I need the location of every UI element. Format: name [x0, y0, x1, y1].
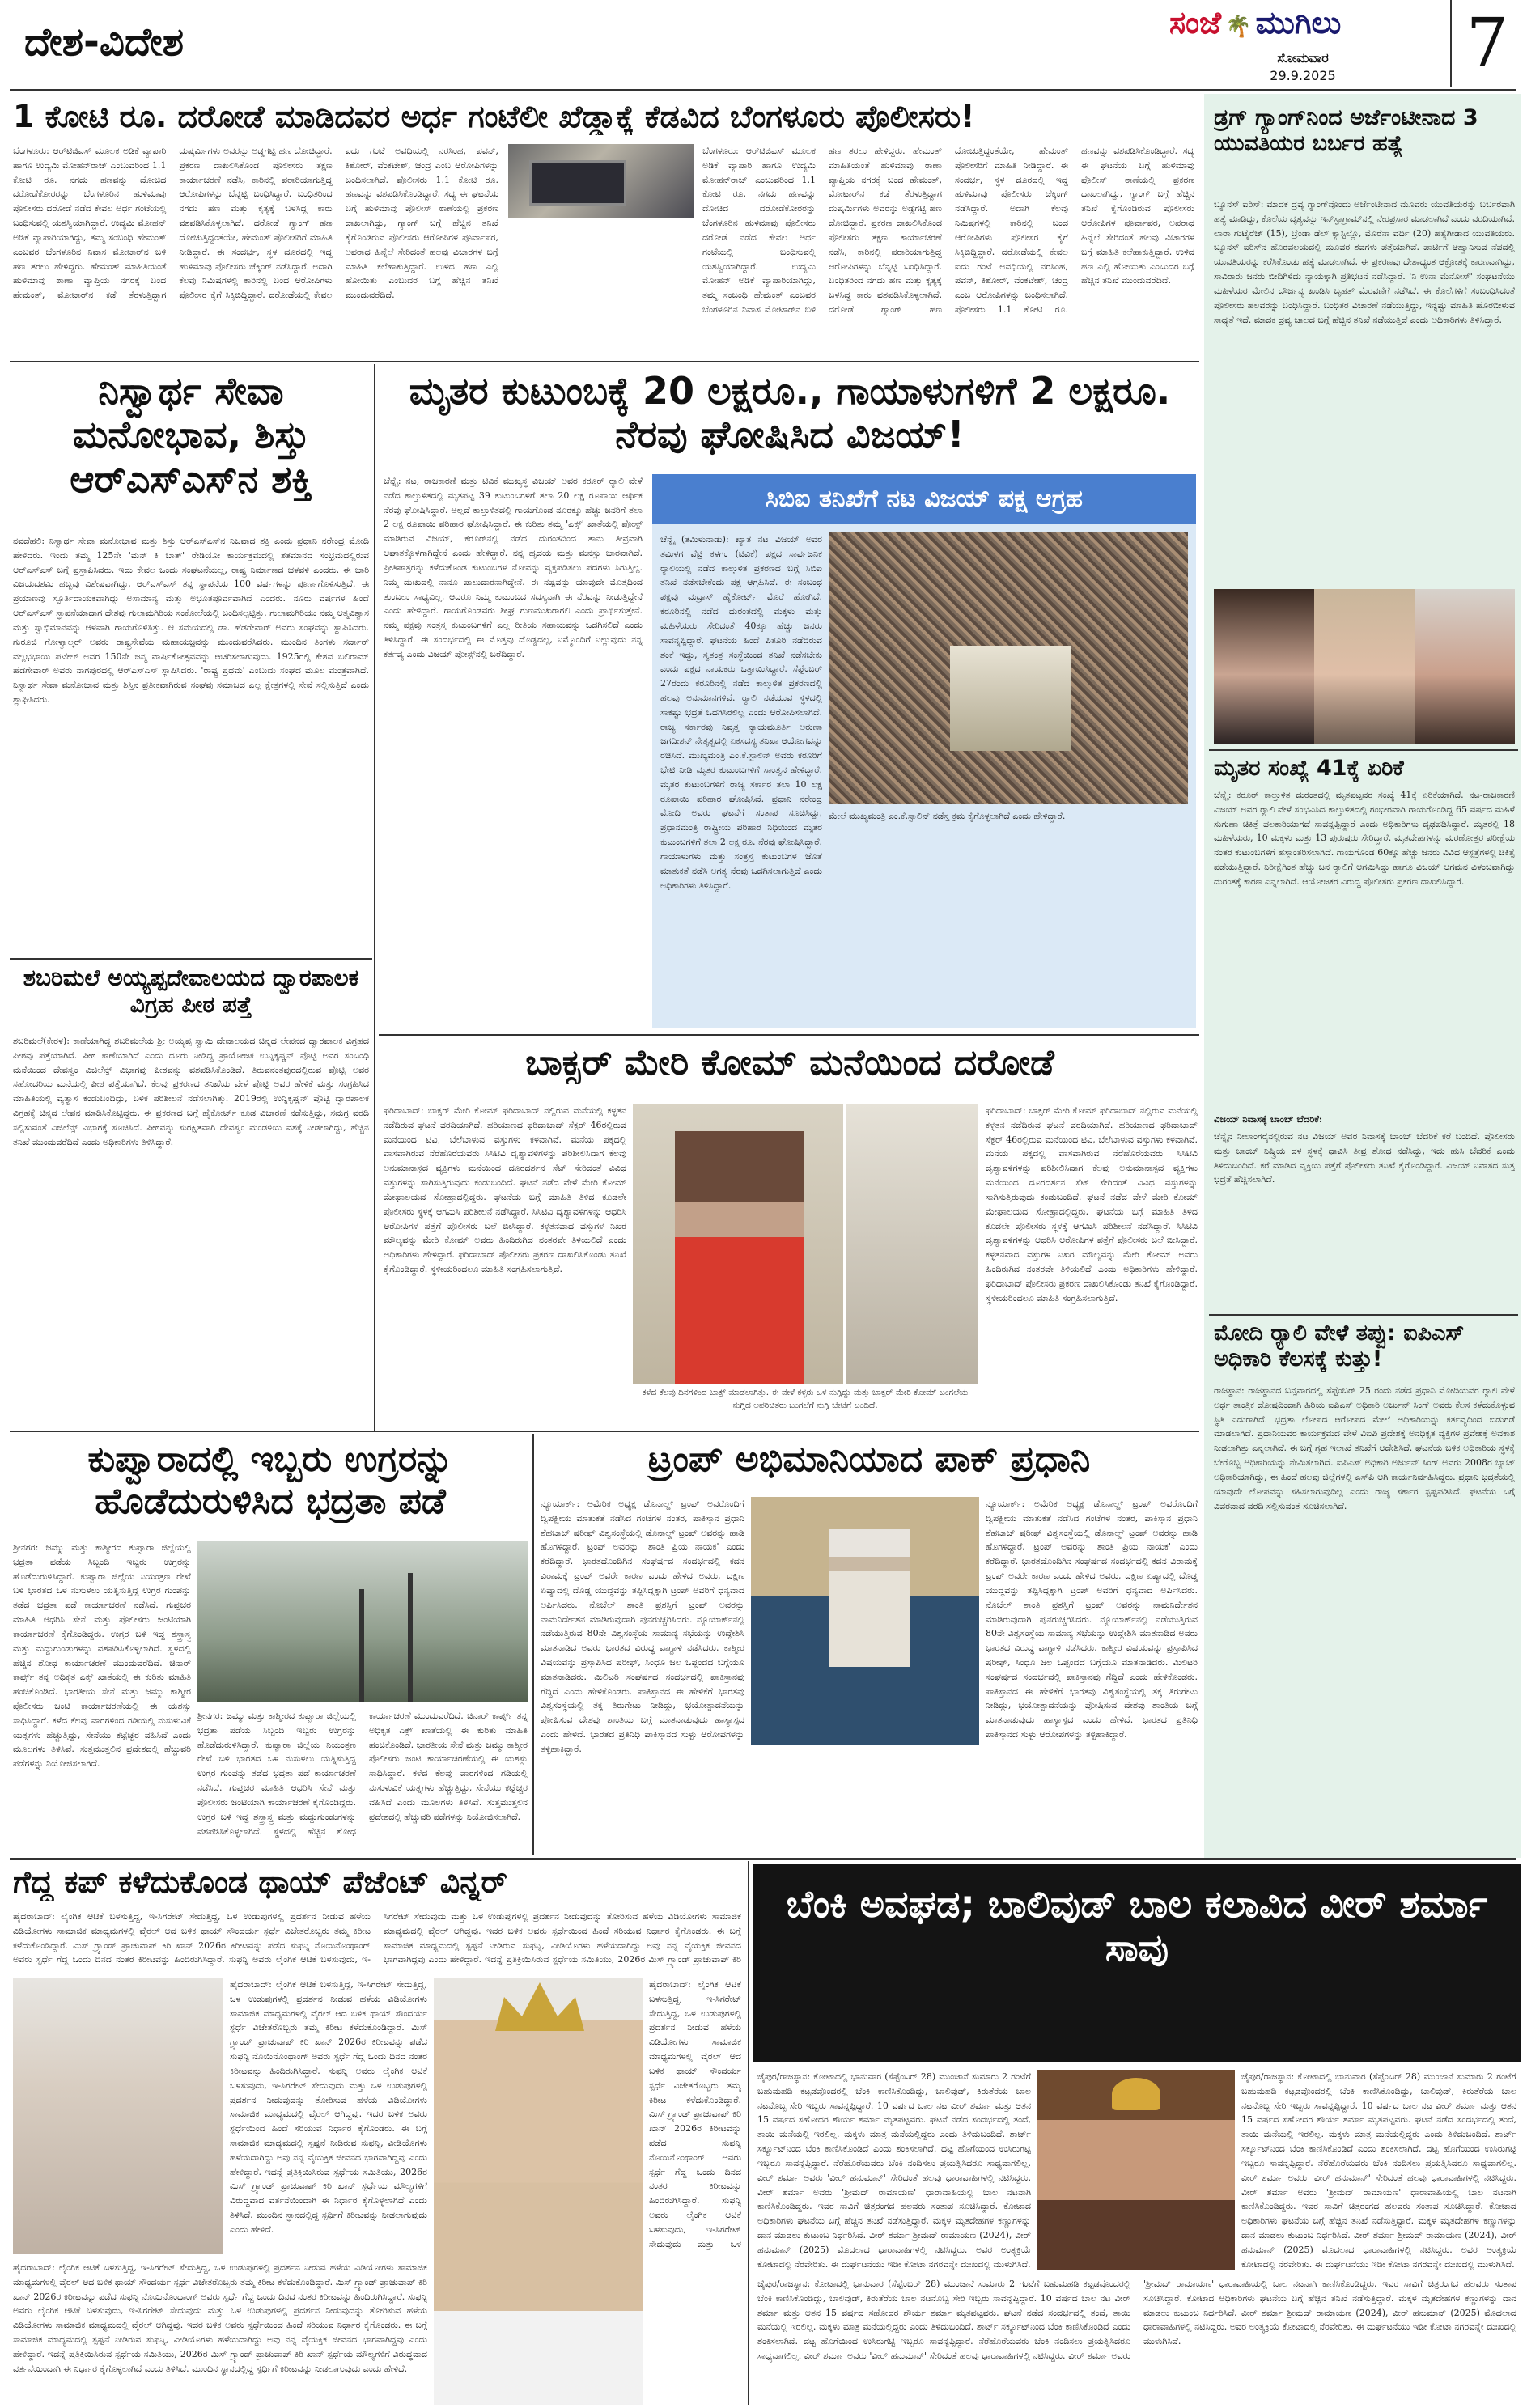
vijay-headline: ಮೃತರ ಕುಟುಂಬಕ್ಕೆ 20 ಲಕ್ಷರೂ., ಗಾಯಾಳುಗಳಿಗೆ 2 ಲಕ್ಷರೂ. ನೆರವು ಘೋಷಿಸಿದ ವಿಜಯ್! — [409, 369, 1171, 457]
sidebar-rule-1 — [1209, 749, 1518, 751]
modi-body: ರಾಜಸ್ಥಾನ: ರಾಜಸ್ಥಾನದ ಬನ್ಸವಾರದಲ್ಲಿ ಸೆಪ್ಟೆಂಬರ್ 25 ರಂದು ನಡೆದ ಪ್ರಧಾನಿ ಮೋದಿಯವರ ರ‍್ಯಾಲಿ ವೇಳೆ ಅರ್ಧ ತಾಂತ್ರಿಕ ದೋಷದಿಂದಾಗಿ ಹಿರಿಯ ಐಪಿಎಸ್ ಅಧಿಕಾರಿ ಅರ್ಜುನ್ ಸಿಂಗ್ ಅವರು ಕೆಲಸ ಕಳೆದುಕೊಳ್ಳುವ ಸ್ಥಿತಿ ಎದುರಾಗಿದೆ. ಭದ್ರತಾ ಲೋಪದ ಆರೋಪದ ಮೇಲೆ ಅಧಿಕಾರಿಯನ್ನು ಕರ್ತವ್ಯದಿಂದ ಬಿಡುಗಡೆ ಮಾಡಲಾಗಿದೆ. ಪ್ರಧಾನಿಯವರ ಕಾರ್ಯಕ್ರಮದ ವೇಳೆ ವಿಐಪಿ ಪ್ರದೇಶಕ್ಕೆ ಅನಧಿಕೃತ ವ್ಯಕ್ತಿಗಳ ಪ್ರವೇಶಕ್ಕೆ ಅವಕಾಶ ನೀಡಲಾಗಿತ್ತು ಎನ್ನಲಾಗಿದೆ. ಈ ಬಗ್ಗೆ ಗೃಹ ಇಲಾಖೆ ತನಿಖೆಗೆ ಆದೇಶಿಸಿದೆ. ಘಟನೆಯ ಬಳಿಕ ಅಧಿಕಾರಿಯ ಸ್ಥಳಕ್ಕೆ ಬೇರೊಬ್ಬ ಅಧಿಕಾರಿಯನ್ನು ನೇಮಿಸಲಾಗಿದೆ. ಐಪಿಎಸ್ ಅಧಿಕಾರಿ ಅರ್ಜುನ್ ಸಿಂಗ್ ಅವರು 2008ರ ಬ್ಯಾಚ್ ಅಧಿಕಾರಿಯಾಗಿದ್ದು, ಈ ಹಿಂದೆ ಹಲವು ಜಿಲ್ಲೆಗಳಲ್ಲಿ ಎಸ್‌ಪಿ ಆಗಿ ಕಾರ್ಯನಿರ್ವಹಿಸಿದ್ದರು. ಪ್ರಧಾನಿ ಭದ್ರತೆಯಲ್ಲಿ ಯಾವುದೇ ಲೋಪವನ್ನು ಸಹಿಸಲಾಗುವುದಿಲ್ಲ ಎಂದು ರಾಜ್ಯ ಸರ್ಕಾರ ಸ್ಪಷ್ಟಪಡಿಸಿದೆ. ಘಟನೆಯ ಬಗ್ಗೆ ವಿವರವಾದ ವರದಿ ಸಲ್ಲಿಸುವಂತೆ ಸೂಚಿಸಲಾಗಿದೆ. — [1214, 1385, 1515, 1511]
vijay-rule — [379, 1034, 1199, 1036]
veer-body: ಜೈಪುರ/ರಾಜಸ್ಥಾನ: ಕೋಟಾದಲ್ಲಿ ಭಾನುವಾರ (ಸೆಪ್ಟೆಂಬರ್ 28) ಮುಂಜಾನೆ ಸುಮಾರು 2 ಗಂಟೆಗೆ ಬಹುಮಹಡಿ ಕಟ್ಟಡವೊಂದರಲ್ಲಿ ಬೆಂಕಿ ಕಾಣಿಸಿಕೊಂಡಿದ್ದು, ಬಾಲಿವುಡ್, ಕಿರುತೆರೆಯ ಬಾಲ ನಟನೊಬ್ಬ ಸೇರಿ ಇಬ್ಬರು ಸಾವನ್ನಪ್ಪಿದ್ದಾರೆ. 10 ವರ್ಷದ ಬಾಲ ನಟ ವೀರ್ ಶರ್ಮಾ ಮತ್ತು ಆತನ 15 ವರ್ಷದ ಸಹೋದರ ಶೌರ್ಯ ಶರ್ಮಾ ಮೃತಪಟ್ಟವರು. ಘಟನೆ ನಡೆದ ಸಂದರ್ಭದಲ್ಲಿ ತಂದೆ, ತಾಯಿ ಮನೆಯಲ್ಲಿ ಇರಲಿಲ್ಲ. ಮಕ್ಕಳು ಮಾತ್ರ ಮನೆಯಲ್ಲಿದ್ದರು ಎಂದು ತಿಳಿದುಬಂದಿದೆ. ಶಾರ್ಟ್ ಸರ್ಕ್ಯೂಟ್‌ನಿಂದ ಬೆಂಕಿ ಕಾಣಿಸಿಕೊಂಡಿದೆ ಎಂದು ಶಂಕಿಸಲಾಗಿದೆ. ದಟ್ಟ ಹೊಗೆಯಿಂದ ಉಸಿರುಗಟ್ಟಿ ಇಬ್ಬರೂ ಸಾವನ್ನಪ್ಪಿದ್ದಾರೆ. ನೆರೆಹೊರೆಯವರು ಬೆಂಕಿ ನಂದಿಸಲು ಪ್ರಯತ್ನಿಸಿದರೂ ಸಾಧ್ಯವಾಗಲಿಲ್ಲ. ವೀರ್ ಶರ್ಮಾ ಅವರು 'ವೀರ್ ಹನುಮಾನ್' ಸೇರಿದಂತೆ ಹಲವು ಧಾರಾವಾಹಿಗಳಲ್ಲಿ ನಟಿಸಿದ್ದರು. ವೀರ್ ಶರ್ಮಾ ಅವರು 'ಶ್ರೀಮದ್ ರಾಮಾಯಣ' ಧಾರಾವಾಹಿಯಲ್ಲಿ ಬಾಲ ನಟನಾಗಿ ಕಾಣಿಸಿಕೊಂಡಿದ್ದರು. ಇವರ ಸಾವಿಗೆ ಚಿತ್ರರಂಗದ ಹಲವರು ಸಂತಾಪ ಸೂಚಿಸಿದ್ದಾರೆ. ಕೋಟಾದ ಅಧಿಕಾರಿಗಳು ಘಟನೆಯ ಬಗ್ಗೆ ಹೆಚ್ಚಿನ ತನಿಖೆ ನಡೆಸುತ್ತಿದ್ದಾರೆ. ಮಕ್ಕಳ ಮೃತದೇಹಗಳ ಕಣ್ಣುಗಳನ್ನು ದಾನ ಮಾಡಲು ಕುಟುಂಬ ನಿರ್ಧರಿಸಿದೆ. ವೀರ್ ಶರ್ಮಾ ಶ್ರೀಮದ್ ರಾಮಾಯಣ (2024), ವೀರ್ ಹನುಮಾನ್ (2025) ಮೊದಲಾದ ಧಾರಾವಾಹಿಗಳಲ್ಲಿ ನಟಿಸಿದ್ದರು. ಅವರ ಅಂತ್ಯಕ್ರಿಯೆ ಕೋಟಾದಲ್ಲಿ ನೆರವೇರಿತು. ಈ ದುರ್ಘಟನೆಯು ಇಡೀ ಕೋಟಾ ನಗರವನ್ನೇ ದುಃಖದಲ್ಲಿ ಮುಳುಗಿಸಿದೆ. — [757, 2071, 1031, 2270]
crown-body-continued: ಹೈದರಾಬಾದ್: ಲೈಂಗಿಕ ಆಟಿಕೆ ಬಳಸುತ್ತಿದ್ದ, ಇ-ಸಿಗರೇಟ್ ಸೇದುತ್ತಿದ್ದ, ಒಳ ಉಡುಪುಗಳಲ್ಲಿ ಪ್ರದರ್ಶನ ನೀಡುವ ಹಳೆಯ ವಿಡಿಯೋಗಳು ಸಾಮಾಜಿಕ ಮಾಧ್ಯಮಗಳಲ್ಲಿ ವೈರಲ್ ಆದ ಬಳಿಕ ಥಾಯ್ ಸೌಂದರ್ಯ ಸ್ಪರ್ಧೆ ವಿಜೇತರೊಬ್ಬರು ತಮ್ಮ ಕಿರೀಟ ಕಳೆದುಕೊಂಡಿದ್ದಾರೆ. ಮಿಸ್ ಗ್ರ್ಯಾಂಡ್ ಪ್ರಾಚುವಾಪ್ ಕಿರಿ ಖಾನ್ 2026ರ ಕಿರೀಟವನ್ನು ಪಡೆದ ಸುಫನ್ನಿ ನೊಯಿನೊಂಥಾಂಗ್ ಅವರು ಸ್ಪರ್ಧೆ ಗೆದ್ದ ಒಂದು ದಿನದ ನಂತರ ಕಿರೀಟವನ್ನು ಹಿಂದಿರುಗಿಸಿದ್ದಾರೆ. ಸುಫನ್ನಿ ಅವರು ಲೈಂಗಿಕ ಆಟಿಕೆ ಬಳಸುವುದು, ಇ-ಸಿಗರೇಟ್ ಸೇದುವುದು ಮತ್ತು ಒಳ ಉಡುಪುಗಳಲ್ಲಿ ಪ್ರದರ್ಶನ ನೀಡುವುದನ್ನು ತೋರಿಸುವ ಹಳೆಯ ವಿಡಿಯೋಗಳು ಸಾಮಾಜಿಕ ಮಾಧ್ಯಮದಲ್ಲಿ ವೈರಲ್ ಆಗಿದ್ದವು. ಇದರ ಬಳಿಕ ಅವರು ಸ್ಪರ್ಧೆಯಿಂದ ಹಿಂದೆ ಸರಿಯುವ ನಿರ್ಧಾರ ಕೈಗೊಂಡರು. ಈ ಬಗ್ಗೆ ಸಾಮಾಜಿಕ ಮಾಧ್ಯಮದಲ್ಲಿ ಸ್ಪಷ್ಟನೆ ನೀಡಿರುವ ಸುಫನ್ನಿ, ವೀಡಿಯೊಗಳು ಹಳೆಯದಾಗಿದ್ದು ಅವು ನನ್ನ ವೈಯಕ್ತಿಕ ಜೀವನದ ಭಾಗವಾಗಿದ್ದವು ಎಂದು ಹೇಳಿದ್ದಾರೆ. ಇದನ್ನೆ ಪ್ರತಿಕ್ರಿಯಿಸಿರುವ ಸ್ಪರ್ಧೆಯ ಸಮಿತಿಯು, 2026ರ ಮಿಸ್ ಗ್ರ್ಯಾಂಡ್ ಪ್ರಾಚುವಾಪ್ ಕಿರಿ ಖಾನ್ ಸ್ಪರ್ಧೆಯ ಮೌಲ್ಯಗಳಿಗೆ ವಿರುದ್ಧವಾದ ವರ್ತನೆಯಿಂದಾಗಿ ಈ ನಿರ್ಧಾರ ಕೈಗೊಳ್ಳಲಾಗಿದೆ ಎಂದು ತಿಳಿಸಿದೆ. ಮುಂದಿನ ಸ್ಥಾನದಲ್ಲಿದ್ದ ಸ್ಪರ್ಧಿಗೆ ಕಿರೀಟವನ್ನು ನೀಡಲಾಗುವುದು ಎಂದು ಹೇಳಿದೆ. — [230, 1979, 427, 2235]
paper-name-a: ಸಂಜೆ — [1169, 5, 1222, 40]
mid-rule — [10, 1431, 1199, 1432]
masthead-day: ಸೋಮವಾರ — [1277, 50, 1329, 66]
crowned-winner-photo — [434, 1978, 643, 2405]
trump-headline: ಟ್ರಂಪ್ ಅಭಿಮಾನಿಯಾದ ಪಾಕ್ ಪ್ರಧಾನಿ — [647, 1439, 1091, 1480]
victim-photo-3 — [1415, 589, 1515, 744]
masthead-rule — [10, 89, 1516, 91]
trump-body-continued: ನ್ಯೂಯಾರ್ಕ್: ಅಮೆರಿಕ ಅಧ್ಯಕ್ಷ ಡೊನಾಲ್ಡ್ ಟ್ರಂಪ್ ಅವರೊಂದಿಗೆ ದ್ವಿಪಕ್ಷೀಯ ಮಾತುಕತೆ ನಡೆಸಿದ ಗಂಟೆಗಳ ನಂತರ, ಪಾಕಿಸ್ತಾನ ಪ್ರಧಾನಿ ಶೆಹಬಾಜ್ ಷರೀಫ್ ವಿಶ್ವಸಂಸ್ಥೆಯಲ್ಲಿ ಡೊನಾಲ್ಡ್ ಟ್ರಂಪ್ ಅವರನ್ನು ಹಾಡಿ ಹೊಗಳಿದ್ದಾರೆ. ಟ್ರಂಪ್ ಅವರನ್ನು 'ಶಾಂತಿ ಪ್ರಿಯ ನಾಯಕ' ಎಂದು ಕರೆದಿದ್ದಾರೆ. ಭಾರತದೊಂದಿಗಿನ ಸಂಘರ್ಷದ ಸಂದರ್ಭದಲ್ಲಿ ಕದನ ವಿರಾಮಕ್ಕೆ ಟ್ರಂಪ್ ಅವರೇ ಕಾರಣ ಎಂದು ಹೇಳಿದ ಅವರು, ದಕ್ಷಿಣ ಏಷ್ಯಾದಲ್ಲಿ ದೊಡ್ಡ ಯುದ್ಧವನ್ನು ತಪ್ಪಿಸಿದ್ದಕ್ಕಾಗಿ ಟ್ರಂಪ್ ಅವರಿಗೆ ಧನ್ಯವಾದ ಅರ್ಪಿಸಿದರು. ನೊಬೆಲ್ ಶಾಂತಿ ಪ್ರಶಸ್ತಿಗೆ ಟ್ರಂಪ್ ಅವರನ್ನು ನಾಮನಿರ್ದೇಶನ ಮಾಡಿರುವುದಾಗಿ ಪುನರುಚ್ಚರಿಸಿದರು. ನ್ಯೂಯಾರ್ಕ್‌ನಲ್ಲಿ ನಡೆಯುತ್ತಿರುವ 80ನೇ ವಿಶ್ವಸಂಸ್ಥೆಯ ಸಾಮಾನ್ಯ ಸಭೆಯನ್ನು ಉದ್ದೇಶಿಸಿ ಮಾತನಾಡಿದ ಅವರು ಭಾರತದ ವಿರುದ್ಧ ವಾಗ್ದಾಳಿ ನಡೆಸಿದರು. ಕಾಶ್ಮೀರ ವಿಷಯವನ್ನು ಪ್ರಸ್ತಾಪಿಸಿದ ಷರೀಫ್, ಸಿಂಧೂ ಜಲ ಒಪ್ಪಂದದ ಬಗ್ಗೆಯೂ ಮಾತನಾಡಿದರು. ಮಿಲಿಟರಿ ಸಂಘರ್ಷದ ಸಂದರ್ಭದಲ್ಲಿ ಪಾಕಿಸ್ತಾನವು ಗೆದ್ದಿದೆ ಎಂದು ಹೇಳಿಕೊಂಡರು. ಪಾಕಿಸ್ತಾನದ ಈ ಹೇಳಿಕೆಗೆ ಭಾರತವು ವಿಶ್ವಸಂಸ್ಥೆಯಲ್ಲಿ ತಕ್ಕ ತಿರುಗೇಟು ನೀಡಿದ್ದು, ಭಯೋತ್ಪಾದನೆಯನ್ನು ಪೋಷಿಸುವ ದೇಶವು ಶಾಂತಿಯ ಬಗ್ಗೆ ಮಾತನಾಡುವುದು ಹಾಸ್ಯಾಸ್ಪದ ಎಂದು ಹೇಳಿದೆ. ಭಾರತದ ಪ್ರತಿನಿಧಿ ಪಾಕಿಸ್ತಾನದ ಸುಳ್ಳು ಆರೋಪಗಳನ್ನು ತಳ್ಳಿಹಾಕಿದ್ದಾರೆ. — [986, 1499, 1198, 1740]
masthead — [0, 0, 1527, 91]
robbery-headline: 1 ಕೋಟಿ ರೂ. ದರೋಡೆ ಮಾಡಿದವರ ಅರ್ಧ ಗಂಟೆಲೀ ಖೆಡ್ಡಾಕ್ಕೆ ಕೆಡವಿದ ಬೆಂಗಳೂರು ಪೊಲೀಸರು! — [13, 99, 975, 134]
modi-headline: ಮೋದಿ ರ‍್ಯಾಲಿ ವೇಳೆ ತಪ್ಪು: ಐಪಿಎಸ್ ಅಧಿಕಾರಿ ಕೆಲಸಕ್ಕೆ ಕುತ್ತು! — [1214, 1321, 1465, 1371]
paper-name-b: ಮುಗಿಲು — [1255, 5, 1342, 40]
sharif-photo — [751, 1497, 979, 1745]
veer-headline: ಬೆಂಕಿ ಅವಘಡ; ಬಾಲಿವುಡ್ ಬಾಲ ಕಲಾವಿದ ವೀರ್ ಶರ್ಮಾ ಸಾವು — [753, 1864, 1521, 2062]
crown-body-bottom — [13, 2261, 427, 2403]
sidebar-rule-2 — [1209, 1314, 1518, 1316]
boxer-figure — [675, 1131, 804, 1384]
mary-caption: ಕಳೆದ ಕೆಲವು ದಿನಗಳಿಂದ ಬಾಕ್ಸ್ ಮಾಡಲಾಗಿತ್ತು. ಈ ವೇಳೆ ಕಳ್ಳರು ಒಳ ನುಗ್ಗಿದ್ದು ಮತ್ತು ಬಾಕ್ಸರ್ ಮೇರಿ ಕೋಮ್ ಬಂಗಲೆಯ ನುಗ್ಗಿದ ಅಪರಿಚಿತರು ಬಂಗಲೆಗೆ ನುಗ್ಗಿ ಬೇಟೆಗೆ ಬಂದಿದೆ. — [642, 1388, 969, 1410]
toll-body: ಚೆನ್ನೈ: ಕರೂರ್ ಕಾಲ್ತುಳಿತ ದುರಂತದಲ್ಲಿ ಮೃತಪಟ್ಟವರ ಸಂಖ್ಯೆ 41ಕ್ಕೆ ಏರಿಕೆಯಾಗಿದೆ. ನಟ-ರಾಜಕಾರಣಿ ವಿಜಯ್ ಅವರ ರ‍್ಯಾಲಿ ವೇಳೆ ಸಂಭವಿಸಿದ ಕಾಲ್ತುಳಿತದಲ್ಲಿ ಗಂಭೀರವಾಗಿ ಗಾಯಗೊಂಡಿದ್ದ 65 ವರ್ಷದ ಮಹಿಳೆ ಸುಗುಣಾ ಚಿಕಿತ್ಸೆ ಫಲಕಾರಿಯಾಗದೆ ಸಾವನ್ನಪ್ಪಿದ್ದಾರೆ ಎಂದು ಅಧಿಕಾರಿಗಳು ದೃಢಪಡಿಸಿದ್ದಾರೆ. ಮೃತರಲ್ಲಿ 18 ಮಹಿಳೆಯರು, 10 ಮಕ್ಕಳು ಮತ್ತು 13 ಪುರುಷರು ಸೇರಿದ್ದಾರೆ. ಮೃತದೇಹಗಳನ್ನು ಮರಣೋತ್ತರ ಪರೀಕ್ಷೆಯ ನಂತರ ಕುಟುಂಬಗಳಿಗೆ ಹಸ್ತಾಂತರಿಸಲಾಗಿದೆ. ಗಾಯಗೊಂಡ 60ಕ್ಕೂ ಹೆಚ್ಚು ಜನರು ವಿವಿಧ ಆಸ್ಪತ್ರೆಗಳಲ್ಲಿ ಚಿಕಿತ್ಸೆ ಪಡೆಯುತ್ತಿದ್ದಾರೆ. ನಿರೀಕ್ಷೆಗಿಂತ ಹೆಚ್ಚು ಜನ ರ‍್ಯಾಲಿಗೆ ಆಗಮಿಸಿದ್ದು ಹಾಗೂ ವಿಜಯ್ ಆಗಮನ ವಿಳಂಬವಾಗಿದ್ದು ದುರಂತಕ್ಕೆ ಕಾರಣ ಎನ್ನಲಾಗಿದೆ. ಆಯೋಜಕರ ವಿರುದ್ಧ ಪೊಲೀಸರು ಪ್ರಕರಣ ದಾಖಲಿಸಿದ್ದಾರೆ. — [1214, 790, 1515, 887]
rss-body: ನವದೆಹಲಿ: ನಿಸ್ವಾರ್ಥ ಸೇವಾ ಮನೋಭಾವ ಮತ್ತು ಶಿಸ್ತು ಆರ್‌ಎಸ್‌ಎಸ್‌ನ ನಿಜವಾದ ಶಕ್ತಿ ಎಂದು ಪ್ರಧಾನಿ ನರೇಂದ್ರ ಮೋದಿ ಹೇಳಿದರು. ಇಂದು ತಮ್ಮ 125ನೇ 'ಮನ್ ಕಿ ಬಾತ್' ರೇಡಿಯೋ ಕಾರ್ಯಕ್ರಮದಲ್ಲಿ ಶತಮಾನದ ಸಂಭ್ರಮದಲ್ಲಿರುವ ಆರ್‌ಎಸ್‌ಎಸ್ ಬಗ್ಗೆ ಪ್ರಸ್ತಾಪಿಸಿದರು. ಇದು ಕೇವಲ ಒಂದು ಸಂಘಟನೆಯಲ್ಲ, ರಾಷ್ಟ್ರ ನಿರ್ಮಾಣದ ಚಳವಳಿ ಎಂದರು. ಈ ಬಾರಿ ವಿಜಯದಶಮಿ ಹಬ್ಬವು ವಿಶೇಷವಾಗಿದ್ದು, ಆರ್‌ಎಸ್‌ಎಸ್ ತನ್ನ ಸ್ಥಾಪನೆಯ 100 ವರ್ಷಗಳನ್ನು ಪೂರ್ಣಗೊಳಿಸುತ್ತಿದೆ. ಈ ಪ್ರಯಾಣವು ಸ್ಪೂರ್ತಿದಾಯಕವಾಗಿದ್ದು ಅಸಾಮಾನ್ಯ ಮತ್ತು ಅಭೂತಪೂರ್ವವಾಗಿದೆ ಎಂದರು. ನೂರು ವರ್ಷಗಳ ಹಿಂದೆ ಆರ್‌ಎಸ್‌ಎಸ್ ಸ್ಥಾಪನೆಯಾದಾಗ ದೇಶವು ಗುಲಾಮಗಿರಿಯ ಸಂಕೋಲೆಯಲ್ಲಿ ಬಂಧಿಸಲ್ಪಟ್ಟಿತ್ತು. ಗುಲಾಮಗಿರಿಯು ನಮ್ಮ ಆತ್ಮವಿಶ್ವಾಸ ಮತ್ತು ಸ್ವಾಭಿಮಾನವನ್ನು ಆಳವಾಗಿ ಗಾಯಗೊಳಿಸಿತ್ತು. ಆ ಸಮಯದಲ್ಲಿ ಡಾ. ಹೆಡಗೇವಾರ್ ಅವರು ಸಂಘವನ್ನು ಸ್ಥಾಪಿಸಿದರು. ಗುರೂಜಿ ಗೋಳ್ವಾಲ್ಕರ್ ಅವರು ರಾಷ್ಟ್ರಸೇವೆಯ ಮಹಾಯಜ್ಞವನ್ನು ಮುಂದುವರೆಸಿದರು. ಮುಂದಿನ ತಿಂಗಳು ಸರ್ದಾರ್ ವಲ್ಲಭಭಾಯಿ ಪಟೇಲ್ ಅವರ 150ನೇ ಜನ್ಮ ವಾರ್ಷಿಕೋತ್ಸವವನ್ನು ಆಚರಿಸಲಾಗುವುದು. 1925ರಲ್ಲಿ ಕೇಶವ ಬಲಿರಾಮ್ ಹೆಡಗೇವಾರ್ ಅವರು ನಾಗಪುರದಲ್ಲಿ ಆರ್‌ಎಸ್‌ಎಸ್ ಸ್ಥಾಪಿಸಿದರು. 'ರಾಷ್ಟ್ರ ಪ್ರಥಮ' ಎಂಬುದು ಸಂಘದ ಮೂಲ ಮಂತ್ರವಾಗಿದೆ. ನಿಸ್ವಾರ್ಥ ಸೇವಾ ಮನೋಭಾವ ಮತ್ತು ಶಿಸ್ತಿನ ಪ್ರತೀಕವಾಗಿರುವ ಸಂಘವು ಸಮಾಜದ ಎಲ್ಲ ಕ್ಷೇತ್ರಗಳಲ್ಲಿ ಸೇವೆ ಸಲ್ಲಿಸುತ್ತಿದೆ ಎಂದು ಶ್ಲಾಘಿಸಿದರು. — [13, 536, 369, 705]
masthead-logo — [1169, 5, 1444, 49]
sabarimala-body: ಶಬರಿಮಲೆ(ಕೇರಳ): ಕಾಣೆಯಾಗಿದ್ದ ಶಬರಿಮಲೆಯ ಶ್ರೀ ಅಯ್ಯಪ್ಪ ಸ್ವಾಮಿ ದೇವಾಲಯದ ಚಿನ್ನದ ಲೇಪನದ ದ್ವಾರಪಾಲಕ ವಿಗ್ರಹದ ಪೀಠವು ಪತ್ತೆಯಾಗಿದೆ. ಪೀಠ ಕಾಣೆಯಾಗಿದೆ ಎಂದು ದೂರು ನೀಡಿದ್ದ ಪ್ರಾಯೋಜಕ ಉನ್ನಿಕೃಷ್ಣನ್ ಪೊಟ್ಟಿ ಅವರ ಸಂಬಂಧಿ ಮನೆಯಿಂದ ದೇವಸ್ವಂ ವಿಜಿಲೆನ್ಸ್ ವಿಭಾಗವು ಪೀಠವನ್ನು ವಶಪಡಿಸಿಕೊಂಡಿದೆ. ತಿರುವನಂತಪುರದಲ್ಲಿರುವ ಪೊಟ್ಟಿ ಅವರ ಸಹೋದರಿಯ ಮನೆಯಲ್ಲಿ ಪೀಠ ಪತ್ತೆಯಾಗಿದೆ. ಕೆಲವು ಪ್ರಕರಣದ ತನಿಖೆಯ ವೇಳೆ ಪೊಟ್ಟಿ ಅವರ ಹೇಳಿಕೆ ಮತ್ತು ಸಂಗ್ರಹಿಸಿದ ಮಾಹಿತಿಯಲ್ಲಿ ವ್ಯತ್ಯಾಸ ಕಂಡುಬಂದಿದ್ದು, ಬಳಿಕ ಪರಿಶೀಲನೆ ನಡೆಸಲಾಗಿತ್ತು. 2019ರಲ್ಲಿ ಉನ್ನಿಕೃಷ್ಣನ್ ಪೊಟ್ಟಿ ದ್ವಾರಪಾಲಕ ವಿಗ್ರಹಕ್ಕೆ ಚಿನ್ನದ ಲೇಪನ ಮಾಡಿಸಿಕೊಟ್ಟಿದ್ದರು. ಈ ಪ್ರಕರಣದ ಬಗ್ಗೆ ಹೈಕೋರ್ಟ್ ಕೂಡ ವಿಚಾರಣೆ ನಡೆಸುತ್ತಿದ್ದು, ಸಮಗ್ರ ವರದಿ ಸಲ್ಲಿಸುವಂತೆ ವಿಜಿಲೆನ್ಸ್ ವಿಭಾಗಕ್ಕೆ ಸೂಚಿಸಿದೆ. ಪೀಠವನ್ನು ಸುರಕ್ಷಿತವಾಗಿ ದೇವಸ್ವಂ ಮಂಡಳಿಯ ವಶಕ್ಕೆ ನೀಡಲಾಗಿದ್ದು, ಹೆಚ್ಚಿನ ತನಿಖೆ ಮುಂದುವರೆದಿದೆ ಎಂದು ಅಧಿಕಾರಿಗಳು ತಿಳಿಸಿದ್ದಾರೆ. — [13, 1036, 369, 1147]
cbi-body: ಚೆನ್ನೈ (ತಮಿಳುನಾಡು): ಖ್ಯಾತ ನಟ ವಿಜಯ್ ಅವರ ತಮಿಳಗ ವೆಟ್ರಿ ಕಳಗಂ (ಟಿವಿಕೆ) ಪಕ್ಷದ ಸಾರ್ವಜನಿಕ ರ‍್ಯಾಲಿಯಲ್ಲಿ ನಡೆದ ಕಾಲ್ತುಳಿತ ಪ್ರಕರಣದ ಬಗ್ಗೆ ಸಿಬಿಐ ತನಿಖೆ ನಡೆಸಬೇಕೆಂದು ಪಕ್ಷ ಆಗ್ರಹಿಸಿದೆ. ಈ ಸಂಬಂಧ ಪಕ್ಷವು ಮದ್ರಾಸ್ ಹೈಕೋರ್ಟ್ ಮೊರೆ ಹೋಗಿದೆ. ಕರೂರಿನಲ್ಲಿ ನಡೆದ ದುರಂತದಲ್ಲಿ ಮಕ್ಕಳು ಮತ್ತು ಮಹಿಳೆಯರು ಸೇರಿದಂತೆ 40ಕ್ಕೂ ಹೆಚ್ಚು ಜನರು ಸಾವನ್ನಪ್ಪಿದ್ದಾರೆ. ಘಟನೆಯ ಹಿಂದೆ ಪಿತೂರಿ ನಡೆದಿರುವ ಶಂಕೆ ಇದ್ದು, ಸ್ವತಂತ್ರ ಸಂಸ್ಥೆಯಿಂದ ತನಿಖೆ ನಡೆಸಬೇಕು ಎಂದು ಪಕ್ಷದ ನಾಯಕರು ಒತ್ತಾಯಿಸಿದ್ದಾರೆ. ಸೆಪ್ಟೆಂಬರ್ 27ರಂದು ಕರೂರಿನಲ್ಲಿ ನಡೆದ ಕಾಲ್ತುಳಿತ ಪ್ರಕರಣದಲ್ಲಿ ಹಲವು ಅನುಮಾನಗಳಿವೆ. ರ‍್ಯಾಲಿ ನಡೆಯುವ ಸ್ಥಳದಲ್ಲಿ ಸಾಕಷ್ಟು ಭದ್ರತೆ ಒದಗಿಸಿರಲಿಲ್ಲ ಎಂದು ಆರೋಪಿಸಲಾಗಿದೆ. ರಾಜ್ಯ ಸರ್ಕಾರವು ನಿವೃತ್ತ ನ್ಯಾಯಮೂರ್ತಿ ಅರುಣಾ ಜಗದೀಶನ್ ನೇತೃತ್ವದಲ್ಲಿ ಏಕಸದಸ್ಯ ತನಿಖಾ ಆಯೋಗವನ್ನು ರಚಿಸಿದೆ. ಮುಖ್ಯಮಂತ್ರಿ ಎಂ.ಕೆ.ಸ್ಟಾಲಿನ್ ಅವರು ಕರೂರಿಗೆ ಭೇಟಿ ನೀಡಿ ಮೃತರ ಕುಟುಂಬಗಳಿಗೆ ಸಾಂತ್ವನ ಹೇಳಿದ್ದಾರೆ. ಮೃತರ ಕುಟುಂಬಗಳಿಗೆ ರಾಜ್ಯ ಸರ್ಕಾರ ತಲಾ 10 ಲಕ್ಷ ರೂಪಾಯಿ ಪರಿಹಾರ ಘೋಷಿಸಿದೆ. ಪ್ರಧಾನಿ ನರೇಂದ್ರ ಮೋದಿ ಅವರು ಘಟನೆಗೆ ಸಂತಾಪ ಸೂಚಿಸಿದ್ದು, ಪ್ರಧಾನಮಂತ್ರಿ ರಾಷ್ಟ್ರೀಯ ಪರಿಹಾರ ನಿಧಿಯಿಂದ ಮೃತರ ಕುಟುಂಬಗಳಿಗೆ ತಲಾ 2 ಲಕ್ಷ ರೂ. ನೆರವು ಘೋಷಿಸಿದ್ದಾರೆ. ಗಾಯಾಳುಗಳು ಮತ್ತು ಸಂತ್ರಸ್ತ ಕುಟುಂಬಗಳ ಜೊತೆ ಮಾತುಕತೆ ನಡೆಸಿ ಅಗತ್ಯ ನೆರವು ಒದಗಿಸಲಾಗುತ್ತಿದೆ ಎಂದು ಅಧಿಕಾರಿಗಳು ತಿಳಿಸಿದ್ದಾರೆ. — [660, 534, 822, 891]
cbi-caption: ಮೇಲೆ ಮುಖ್ಯಮಂತ್ರಿ ಎಂ.ಕೆ.ಸ್ಟಾಲಿನ್ ನಡೆಸ್ತ ಕ್ರಮ ಕೈಗೊಳ್ಳಲಾಗಿದೆ ಎಂದು ಹೇಳಿದ್ದಾರೆ. — [829, 811, 1066, 821]
crown-icon — [495, 1982, 584, 2031]
masthead-date: 29.9.2025 — [1270, 68, 1336, 83]
robbery-body-right — [702, 144, 1194, 356]
crown-vrule — [748, 1861, 749, 2405]
kupwara-body-continued: ಶ್ರೀನಗರ: ಜಮ್ಮು ಮತ್ತು ಕಾಶ್ಮೀರದ ಕುಪ್ವಾರಾ ಜಿಲ್ಲೆಯಲ್ಲಿ ಭದ್ರತಾ ಪಡೆಯ ಸಿಬ್ಬಂದಿ ಇಬ್ಬರು ಉಗ್ರರನ್ನು ಹೊಡೆದುರುಳಿಸಿದ್ದಾರೆ. ಕುಪ್ವಾರಾ ಜಿಲ್ಲೆಯ ನಿಯಂತ್ರಣ ರೇಖೆ ಬಳಿ ಭಾರತದ ಒಳ ನುಸುಳಲು ಯತ್ನಿಸುತ್ತಿದ್ದ ಉಗ್ರರ ಗುಂಪನ್ನು ತಡೆದ ಭದ್ರತಾ ಪಡೆ ಕಾರ್ಯಾಚರಣೆ ನಡೆಸಿದೆ. ಗುಪ್ತಚರ ಮಾಹಿತಿ ಆಧರಿಸಿ ಸೇನೆ ಮತ್ತು ಪೊಲೀಸರು ಜಂಟಿಯಾಗಿ ಕಾರ್ಯಾಚರಣೆ ಕೈಗೊಂಡಿದ್ದರು. ಉಗ್ರರ ಬಳಿ ಇದ್ದ ಶಸ್ತ್ರಾಸ್ತ್ರ ಮತ್ತು ಮದ್ದುಗುಂಡುಗಳನ್ನು ವಶಪಡಿಸಿಕೊಳ್ಳಲಾಗಿದೆ. ಸ್ಥಳದಲ್ಲಿ ಹೆಚ್ಚಿನ ಶೋಧ ಕಾರ್ಯಾಚರಣೆ ಮುಂದುವರೆದಿದೆ. ಚಿನಾರ್ ಕಾರ್ಪ್ಸ್ ತನ್ನ ಅಧಿಕೃತ ಎಕ್ಸ್ ಖಾತೆಯಲ್ಲಿ ಈ ಕುರಿತು ಮಾಹಿತಿ ಹಂಚಿಕೊಂಡಿದೆ. ಭಾರತೀಯ ಸೇನೆ ಮತ್ತು ಜಮ್ಮು ಕಾಶ್ಮೀರ ಪೊಲೀಸರು ಜಂಟಿ ಕಾರ್ಯಾಚರಣೆಯಲ್ಲಿ ಈ ಯಶಸ್ಸು ಸಾಧಿಸಿದ್ದಾರೆ. ಕಳೆದ ಕೆಲವು ವಾರಗಳಿಂದ ಗಡಿಯಲ್ಲಿ ನುಸುಳುವಿಕೆ ಯತ್ನಗಳು ಹೆಚ್ಚುತ್ತಿದ್ದು, ಸೇನೆಯು ಕಟ್ಟೆಚ್ಚರ ವಹಿಸಿದೆ ಎಂದು ಮೂಲಗಳು ತಿಳಿಸಿವೆ. ಸುತ್ತಮುತ್ತಲಿನ ಪ್ರದೇಶದಲ್ಲಿ ಹೆಚ್ಚುವರಿ ಪಡೆಗಳನ್ನು ನಿಯೋಜಿಸಲಾಗಿದೆ. — [197, 1711, 528, 1837]
victim-photo-2 — [1314, 589, 1415, 744]
kupwara-vrule — [532, 1434, 534, 1855]
speaker-figure — [829, 1529, 910, 1667]
mary-house-photo — [846, 1104, 978, 1384]
toll-subhead: ವಿಜಯ್ ನಿವಾಸಕ್ಕೆ ಬಾಂಬ್ ಬೆದರಿಕೆ: — [1214, 1113, 1323, 1125]
mary-body: ಫರಿದಾಬಾದ್: ಬಾಕ್ಸರ್ ಮೇರಿ ಕೋಮ್ ಫರಿದಾಬಾದ್ ನಲ್ಲಿರುವ ಮನೆಯಲ್ಲಿ ಕಳ್ಳತನ ನಡೆದಿರುವ ಘಟನೆ ವರದಿಯಾಗಿದೆ. ಹರಿಯಾಣದ ಫರಿದಾಬಾದ್ ಸೆಕ್ಟರ್ 46ರಲ್ಲಿರುವ ಮನೆಯಿಂದ ಟಿವಿ, ಬೆಲೆಬಾಳುವ ವಸ್ತುಗಳು ಕಳವಾಗಿವೆ. ಮನೆಯ ಪಕ್ಕದಲ್ಲಿ ವಾಸವಾಗಿರುವ ನೆರೆಹೊರೆಯವರು ಸಿಸಿಟಿವಿ ದೃಶ್ಯಾವಳಿಗಳನ್ನು ಪರಿಶೀಲಿಸಿದಾಗ ಕೆಲವು ಅನುಮಾನಾಸ್ಪದ ವ್ಯಕ್ತಿಗಳು ಮನೆಯಿಂದ ದೂರದರ್ಶನ ಸೆಟ್ ಸೇರಿದಂತೆ ವಿವಿಧ ವಸ್ತುಗಳನ್ನು ಸಾಗಿಸುತ್ತಿರುವುದು ಕಂಡುಬಂದಿದೆ. ಘಟನೆ ನಡೆದ ವೇಳೆ ಮೇರಿ ಕೋಮ್ ಮೇಘಾಲಯದ ಸೋಹ್ರಾದಲ್ಲಿದ್ದರು. ಘಟನೆಯ ಬಗ್ಗೆ ಮಾಹಿತಿ ತಿಳಿದ ಕೂಡಲೇ ಪೊಲೀಸರು ಸ್ಥಳಕ್ಕೆ ಆಗಮಿಸಿ ಪರಿಶೀಲನೆ ನಡೆಸಿದ್ದಾರೆ. ಸಿಸಿಟಿವಿ ದೃಶ್ಯಾವಳಿಗಳನ್ನು ಆಧರಿಸಿ ಆರೋಪಿಗಳ ಪತ್ತೆಗೆ ಪೊಲೀಸರು ಬಲೆ ಬೀಸಿದ್ದಾರೆ. ಕಳ್ಳತನವಾದ ವಸ್ತುಗಳ ನಿಖರ ಮೌಲ್ಯವನ್ನು ಮೇರಿ ಕೋಮ್ ಅವರು ಹಿಂದಿರುಗಿದ ನಂತರವೇ ತಿಳಿಯಲಿದೆ ಎಂದು ಅಧಿಕಾರಿಗಳು ಹೇಳಿದ್ದಾರೆ. ಫರಿದಾಬಾದ್ ಪೊಲೀಸರು ಪ್ರಕರಣ ದಾಖಲಿಸಿಕೊಂಡು ತನಿಖೆ ಕೈಗೊಂಡಿದ್ದಾರೆ. ಸ್ಥಳೀಯರಿಂದಲೂ ಮಾಹಿತಿ ಸಂಗ್ರಹಿಸಲಾಗುತ್ತಿದೆ. — [384, 1105, 626, 1274]
robbery-photo — [508, 144, 694, 218]
victim-photo-1 — [1214, 589, 1314, 744]
left-col-vrule — [374, 364, 375, 1432]
crown-body-top: ಹೈದರಾಬಾದ್: ಲೈಂಗಿಕ ಆಟಿಕೆ ಬಳಸುತ್ತಿದ್ದ, ಇ-ಸಿಗರೇಟ್ ಸೇದುತ್ತಿದ್ದ, ಒಳ ಉಡುಪುಗಳಲ್ಲಿ ಪ್ರದರ್ಶನ ನೀಡುವ ಹಳೆಯ ವಿಡಿಯೋಗಳು ಸಾಮಾಜಿಕ ಮಾಧ್ಯಮಗಳಲ್ಲಿ ವೈರಲ್ ಆದ ಬಳಿಕ ಥಾಯ್ ಸೌಂದರ್ಯ ಸ್ಪರ್ಧೆ ವಿಜೇತರೊಬ್ಬರು ತಮ್ಮ ಕಿರೀಟ ಕಳೆದುಕೊಂಡಿದ್ದಾರೆ. ಮಿಸ್ ಗ್ರ್ಯಾಂಡ್ ಪ್ರಾಚುವಾಪ್ ಕಿರಿ ಖಾನ್ 2026ರ ಕಿರೀಟವನ್ನು ಪಡೆದ ಸುಫನ್ನಿ ನೊಯಿನೊಂಥಾಂಗ್ ಅವರು ಸ್ಪರ್ಧೆ ಗೆದ್ದ ಒಂದು ದಿನದ ನಂತರ ಕಿರೀಟವನ್ನು ಹಿಂದಿರುಗಿಸಿದ್ದಾರೆ. ಸುಫನ್ನಿ ಅವರು ಲೈಂಗಿಕ ಆಟಿಕೆ ಬಳಸುವುದು, ಇ-ಸಿಗರೇಟ್ ಸೇದುವುದು ಮತ್ತು ಒಳ ಉಡುಪುಗಳಲ್ಲಿ ಪ್ರದರ್ಶನ ನೀಡುವುದನ್ನು ತೋರಿಸುವ ಹಳೆಯ ವಿಡಿಯೋಗಳು ಸಾಮಾಜಿಕ ಮಾಧ್ಯಮದಲ್ಲಿ ವೈರಲ್ ಆಗಿದ್ದವು. ಇದರ ಬಳಿಕ ಅವರು ಸ್ಪರ್ಧೆಯಿಂದ ಹಿಂದೆ ಸರಿಯುವ ನಿರ್ಧಾರ ಕೈಗೊಂಡರು. ಈ ಬಗ್ಗೆ ಸಾಮಾಜಿಕ ಮಾಧ್ಯಮದಲ್ಲಿ ಸ್ಪಷ್ಟನೆ ನೀಡಿರುವ ಸುಫನ್ನಿ, ವೀಡಿಯೊಗಳು ಹಳೆಯದಾಗಿದ್ದು ಅವು ನನ್ನ ವೈಯಕ್ತಿಕ ಜೀವನದ ಭಾಗವಾಗಿದ್ದವು ಎಂದು ಹೇಳಿದ್ದಾರೆ. ಇದನ್ನೆ ಪ್ರತಿಕ್ರಿಯಿಸಿರುವ ಸ್ಪರ್ಧೆಯ ಸಮಿತಿಯು, 2026ರ ಮಿಸ್ ಗ್ರ್ಯಾಂಡ್ ಪ್ರಾಚುವಾಪ್ ಕಿರಿ — [13, 1911, 741, 1965]
crying-photo — [13, 1978, 223, 2254]
mary-kom-photo — [633, 1104, 843, 1384]
section-title: ದೇಶ-ವಿದೇಶ — [24, 19, 184, 65]
robbery-body-continued: ಬೆಂಗಳೂರು: ಆರ್‌ಟಿಜಿಎಸ್ ಮೂಲಕ ಅಡಿಕೆ ವ್ಯಾಪಾರಿ ಹಾಗೂ ಉದ್ಯಮಿ ಮೋಹನ್‌ರಾಜ್ ಎಂಬುವರಿಂದ 1.1 ಕೋಟಿ ರೂ. ನಗದು ಹಣವನ್ನು ದೋಚಿದ ದರೋಡೆಕೋರರನ್ನು ಬೆಂಗಳೂರಿನ ಹುಳಿಮಾವು ಪೊಲೀಸರು ದರೋಡೆ ನಡೆದ ಕೇವಲ ಅರ್ಧ ಗಂಟೆಯಲ್ಲಿ ಬಂಧಿಸುವಲ್ಲಿ ಯಶಸ್ವಿಯಾಗಿದ್ದಾರೆ. ಉದ್ಯಮಿ ಮೋಹನ್ ಅಡಿಕೆ ವ್ಯಾಪಾರಿಯಾಗಿದ್ದು, ತಮ್ಮ ಸಂಬಂಧಿ ಹೇಮಂತ್ ಎಂಬವರ ಬೆಂಗಳೂರಿನ ನಿವಾಸ ಮೋಟಾರ್‌ನ ಬಳಿ ಹಣ ತರಲು ಹೇಳಿದ್ದರು. ಹೇಮಂತ್ ಮಾಹಿತಿಯಂತೆ ಹುಳಿಮಾವು ಠಾಣಾ ವ್ಯಾಪ್ತಿಯ ನಗರಕ್ಕೆ ಬಂದ ಹೇಮಂತ್, ಮೋಟಾರ್‌ನ ಕಡೆ ತೆರಳುತ್ತಿದ್ದಾಗ ದುಷ್ಕರ್ಮಿಗಳು ಅವರನ್ನು ಅಡ್ಡಗಟ್ಟಿ ಹಣ ದೋಚಿದ್ದಾರೆ. ಪ್ರಕರಣ ದಾಖಲಿಸಿಕೊಂಡ ಪೊಲೀಸರು ತಕ್ಷಣ ಕಾರ್ಯಾಚರಣೆ ನಡೆಸಿ, ಕಾರಿನಲ್ಲಿ ಪರಾರಿಯಾಗುತ್ತಿದ್ದ ಆರೋಪಿಗಳನ್ನು ಬೆನ್ನಟ್ಟಿ ಬಂಧಿಸಿದ್ದಾರೆ. ಬಂಧಿತರಿಂದ ನಗದು ಹಣ ಮತ್ತು ಕೃತ್ಯಕ್ಕೆ ಬಳಸಿದ್ದ ಕಾರು ವಶಪಡಿಸಿಕೊಳ್ಳಲಾಗಿದೆ. ದರೋಡೆ ಗ್ಯಾಂಗ್ ಹಣ ದೋಚುತ್ತಿದ್ದಂತೆಯೇ, ಹೇಮಂತ್ ಪೊಲೀಸರಿಗೆ ಮಾಹಿತಿ ನೀಡಿದ್ದಾರೆ. ಈ ಸಂದರ್ಭ, ಸ್ಥಳ ದೂರದಲ್ಲಿ ಇದ್ದ ಹುಳಿಮಾವು ಪೊಲೀಸರು ಚೆಕ್ಕಿಂಗ್ ನಡೆಸಿದ್ದಾರೆ. ಅದಾಗಿ ಕೆಲವು ನಿಮಿಷಗಳಲ್ಲಿ ಕಾರಿನಲ್ಲಿ ಬಂದ ಆರೋಪಿಗಳು ಪೊಲೀಸರ ಕೈಗೆ ಸಿಕ್ಕಿಬಿದ್ದಿದ್ದಾರೆ. ದರೋಡೆಯಲ್ಲಿ ಕೇವಲ ಐದು ಗಂಟೆ ಅವಧಿಯಲ್ಲಿ ನರಸಿಂಹ, ಪವನ್, ಕಿಶೋರ್, ವೆಂಕಟೇಶ್, ಚಂದ್ರ ಎಂಬ ಆರೋಪಿಗಳನ್ನು ಬಂಧಿಸಲಾಗಿದೆ. ಪೊಲೀಸರು 1.1 ಕೋಟಿ ರೂ. ಹಣವನ್ನು ವಶಪಡಿಸಿಕೊಂಡಿದ್ದಾರೆ. ಸದ್ಯ ಈ ಘಟನೆಯ ಬಗ್ಗೆ ಹುಳಿಮಾವು ಪೊಲೀಸ್ ಠಾಣೆಯಲ್ಲಿ ಪ್ರಕರಣ ದಾಖಲಾಗಿದ್ದು, ಗ್ಯಾಂಗ್ ಬಗ್ಗೆ ಹೆಚ್ಚಿನ ತನಿಖೆ ಕೈಗೊಂಡಿರುವ ಪೊಲೀಸರು ಆರೋಪಿಗಳ ಪೂರ್ವಾಪರ, ಅಪರಾಧ ಹಿನ್ನೆಲೆ ಸೇರಿದಂತೆ ಹಲವು ವಿಚಾರಗಳ ಬಗ್ಗೆ ಮಾಹಿತಿ ಕಲೆಹಾಕುತ್ತಿದ್ದಾರೆ. ಉಳಿದ ಹಣ ಎಲ್ಲಿ ಹೋಯಿತು ಎಂಬುದರ ಬಗ್ಗೆ ಹೆಚ್ಚಿನ ತನಿಖೆ ಮುಂದುವರೆದಿದೆ. — [702, 146, 1194, 315]
crown-body-right — [649, 1978, 741, 2254]
sabarimala-headline: ಶಬರಿಮಲೆ ಅಯ್ಯಪ್ಪದೇವಾಲಯದ ದ್ವಾರಪಾಲಕ ವಿಗ್ರಹ ಪೀಠ ಪತ್ತೆ — [23, 964, 359, 1019]
mary-headline: ಬಾಕ್ಸರ್ ಮೇರಿ ಕೋಮ್ ಮನೆಯಿಂದ ದರೋಡೆ — [525, 1042, 1054, 1083]
argentina-body: ಬ್ಯೂನಸ್ ಐರಿಸ್: ಮಾದಕ ದ್ರವ್ಯ ಗ್ಯಾಂಗ್‌ವೊಂದು ಅರ್ಜೆಂಟೀನಾದ ಮೂವರು ಯುವತಿಯರನ್ನು ಬರ್ಬರವಾಗಿ ಹತ್ಯೆ ಮಾಡಿದ್ದು, ಕೊಲೆಯ ದೃಶ್ಯವನ್ನು ಇನ್‌ಸ್ಟಾಗ್ರಾಮ್‌ನಲ್ಲಿ ನೇರಪ್ರಸಾರ ಮಾಡಲಾಗಿದೆ ಎಂದು ವರದಿಯಾಗಿದೆ. ಲಾರಾ ಗುಟೈರೆಜ್ (15), ಬ್ರೆಂಡಾ ಡೆಲ್ ಕ್ಯಾಸ್ಟಿಲ್ಲೊ, ಮೊರೆನಾ ವರ್ದಿ (20) ಹತ್ಯೆಗೀಡಾದ ಯುವತಿಯರು. ಬ್ಯೂನಸ್ ಐರಿಸ್‌ನ ಹೊರವಲಯದಲ್ಲಿ ಮೂವರ ಶವಗಳು ಪತ್ತೆಯಾಗಿವೆ. ಪಾರ್ಟಿಗೆ ಆಹ್ವಾನಿಸುವ ನೆಪದಲ್ಲಿ ಯುವತಿಯರನ್ನು ಕರೆಸಿಕೊಂಡು ಹತ್ಯೆ ಮಾಡಲಾಗಿದೆ. ಈ ಪ್ರಕರಣವು ದೇಶಾದ್ಯಂತ ಆಕ್ರೋಶಕ್ಕೆ ಕಾರಣವಾಗಿದ್ದು, ಸಾವಿರಾರು ಜನರು ಬೀದಿಗಿಳಿದು ನ್ಯಾಯಕ್ಕಾಗಿ ಪ್ರತಿಭಟನೆ ನಡೆಸಿದ್ದಾರೆ. 'ನಿ ಉನಾ ಮೆನೋಸ್' ಸಂಘಟನೆಯು ಮಹಿಳೆಯರ ಮೇಲಿನ ದೌರ್ಜನ್ಯ ಖಂಡಿಸಿ ಬೃಹತ್ ಮೆರವಣಿಗೆ ನಡೆಸಿದೆ. ಈ ಕೊಲೆಗಳಿಗೆ ಸಂಬಂಧಿಸಿದಂತೆ ಪೊಲೀಸರು ಹಲವರನ್ನು ಬಂಧಿಸಿದ್ದಾರೆ. ಬಂಧಿತರ ವಿಚಾರಣೆ ನಡೆಯುತ್ತಿದ್ದು, ಇನ್ನಷ್ಟು ಮಾಹಿತಿ ಹೊರಬೀಳುವ ಸಾಧ್ಯತೆ ಇದೆ. ಮಾದಕ ದ್ರವ್ಯ ಜಾಲದ ಬಗ್ಗೆ ಹೆಚ್ಚಿನ ತನಿಖೆ ನಡೆಯುತ್ತಿದೆ ಎಂದು ಅಧಿಕಾರಿಗಳು ತಿಳಿಸಿದ್ದಾರೆ. — [1214, 199, 1515, 325]
palm-island-icon: 🌴 — [1225, 15, 1252, 39]
argentina-headline: ಡ್ರಗ್ ಗ್ಯಾಂಗ್‌ನಿಂದ ಅರ್ಜೆಂಟೀನಾದ 3 ಯುವತಿಯರ ಬರ್ಬರ ಹತ್ಯೆ — [1214, 105, 1478, 156]
kupwara-body-2 — [197, 1709, 528, 1848]
kupwara-photo — [197, 1541, 528, 1702]
vijay-rally-photo — [829, 532, 1188, 804]
mary-body-continued: ಫರಿದಾಬಾದ್: ಬಾಕ್ಸರ್ ಮೇರಿ ಕೋಮ್ ಫರಿದಾಬಾದ್ ನಲ್ಲಿರುವ ಮನೆಯಲ್ಲಿ ಕಳ್ಳತನ ನಡೆದಿರುವ ಘಟನೆ ವರದಿಯಾಗಿದೆ. ಹರಿಯಾಣದ ಫರಿದಾಬಾದ್ ಸೆಕ್ಟರ್ 46ರಲ್ಲಿರುವ ಮನೆಯಿಂದ ಟಿವಿ, ಬೆಲೆಬಾಳುವ ವಸ್ತುಗಳು ಕಳವಾಗಿವೆ. ಮನೆಯ ಪಕ್ಕದಲ್ಲಿ ವಾಸವಾಗಿರುವ ನೆರೆಹೊರೆಯವರು ಸಿಸಿಟಿವಿ ದೃಶ್ಯಾವಳಿಗಳನ್ನು ಪರಿಶೀಲಿಸಿದಾಗ ಕೆಲವು ಅನುಮಾನಾಸ್ಪದ ವ್ಯಕ್ತಿಗಳು ಮನೆಯಿಂದ ದೂರದರ್ಶನ ಸೆಟ್ ಸೇರಿದಂತೆ ವಿವಿಧ ವಸ್ತುಗಳನ್ನು ಸಾಗಿಸುತ್ತಿರುವುದು ಕಂಡುಬಂದಿದೆ. ಘಟನೆ ನಡೆದ ವೇಳೆ ಮೇರಿ ಕೋಮ್ ಮೇಘಾಲಯದ ಸೋಹ್ರಾದಲ್ಲಿದ್ದರು. ಘಟನೆಯ ಬಗ್ಗೆ ಮಾಹಿತಿ ತಿಳಿದ ಕೂಡಲೇ ಪೊಲೀಸರು ಸ್ಥಳಕ್ಕೆ ಆಗಮಿಸಿ ಪರಿಶೀಲನೆ ನಡೆಸಿದ್ದಾರೆ. ಸಿಸಿಟಿವಿ ದೃಶ್ಯಾವಳಿಗಳನ್ನು ಆಧರಿಸಿ ಆರೋಪಿಗಳ ಪತ್ತೆಗೆ ಪೊಲೀಸರು ಬಲೆ ಬೀಸಿದ್ದಾರೆ. ಕಳ್ಳತನವಾದ ವಸ್ತುಗಳ ನಿಖರ ಮೌಲ್ಯವನ್ನು ಮೇರಿ ಕೋಮ್ ಅವರು ಹಿಂದಿರುಗಿದ ನಂತರವೇ ತಿಳಿಯಲಿದೆ ಎಂದು ಅಧಿಕಾರಿಗಳು ಹೇಳಿದ್ದಾರೆ. ಫರಿದಾಬಾದ್ ಪೊಲೀಸರು ಪ್ರಕರಣ ದಾಖಲಿಸಿಕೊಂಡು ತನಿಖೆ ಕೈಗೊಂಡಿದ್ದಾರೆ. ಸ್ಥಳೀಯರಿಂದಲೂ ಮಾಹಿತಿ ಸಂಗ್ರಹಿಸಲಾಗುತ್ತಿದೆ. — [986, 1105, 1198, 1304]
veer-body-continued: ಜೈಪುರ/ರಾಜಸ್ಥಾನ: ಕೋಟಾದಲ್ಲಿ ಭಾನುವಾರ (ಸೆಪ್ಟೆಂಬರ್ 28) ಮುಂಜಾನೆ ಸುಮಾರು 2 ಗಂಟೆಗೆ ಬಹುಮಹಡಿ ಕಟ್ಟಡವೊಂದರಲ್ಲಿ ಬೆಂಕಿ ಕಾಣಿಸಿಕೊಂಡಿದ್ದು, ಬಾಲಿವುಡ್, ಕಿರುತೆರೆಯ ಬಾಲ ನಟನೊಬ್ಬ ಸೇರಿ ಇಬ್ಬರು ಸಾವನ್ನಪ್ಪಿದ್ದಾರೆ. 10 ವರ್ಷದ ಬಾಲ ನಟ ವೀರ್ ಶರ್ಮಾ ಮತ್ತು ಆತನ 15 ವರ್ಷದ ಸಹೋದರ ಶೌರ್ಯ ಶರ್ಮಾ ಮೃತಪಟ್ಟವರು. ಘಟನೆ ನಡೆದ ಸಂದರ್ಭದಲ್ಲಿ ತಂದೆ, ತಾಯಿ ಮನೆಯಲ್ಲಿ ಇರಲಿಲ್ಲ. ಮಕ್ಕಳು ಮಾತ್ರ ಮನೆಯಲ್ಲಿದ್ದರು ಎಂದು ತಿಳಿದುಬಂದಿದೆ. ಶಾರ್ಟ್ ಸರ್ಕ್ಯೂಟ್‌ನಿಂದ ಬೆಂಕಿ ಕಾಣಿಸಿಕೊಂಡಿದೆ ಎಂದು ಶಂಕಿಸಲಾಗಿದೆ. ದಟ್ಟ ಹೊಗೆಯಿಂದ ಉಸಿರುಗಟ್ಟಿ ಇಬ್ಬರೂ ಸಾವನ್ನಪ್ಪಿದ್ದಾರೆ. ನೆರೆಹೊರೆಯವರು ಬೆಂಕಿ ನಂದಿಸಲು ಪ್ರಯತ್ನಿಸಿದರೂ ಸಾಧ್ಯವಾಗಲಿಲ್ಲ. ವೀರ್ ಶರ್ಮಾ ಅವರು 'ವೀರ್ ಹನುಮಾನ್' ಸೇರಿದಂತೆ ಹಲವು ಧಾರಾವಾಹಿಗಳಲ್ಲಿ ನಟಿಸಿದ್ದರು. ವೀರ್ ಶರ್ಮಾ ಅವರು 'ಶ್ರೀಮದ್ ರಾಮಾಯಣ' ಧಾರಾವಾಹಿಯಲ್ಲಿ ಬಾಲ ನಟನಾಗಿ ಕಾಣಿಸಿಕೊಂಡಿದ್ದರು. ಇವರ ಸಾವಿಗೆ ಚಿತ್ರರಂಗದ ಹಲವರು ಸಂತಾಪ ಸೂಚಿಸಿದ್ದಾರೆ. ಕೋಟಾದ ಅಧಿಕಾರಿಗಳು ಘಟನೆಯ ಬಗ್ಗೆ ಹೆಚ್ಚಿನ ತನಿಖೆ ನಡೆಸುತ್ತಿದ್ದಾರೆ. ಮಕ್ಕಳ ಮೃತದೇಹಗಳ ಕಣ್ಣುಗಳನ್ನು ದಾನ ಮಾಡಲು ಕುಟುಂಬ ನಿರ್ಧರಿಸಿದೆ. ವೀರ್ ಶರ್ಮಾ ಶ್ರೀಮದ್ ರಾಮಾಯಣ (2024), ವೀರ್ ಹನುಮಾನ್ (2025) ಮೊದಲಾದ ಧಾರಾವಾಹಿಗಳಲ್ಲಿ ನಟಿಸಿದ್ದರು. ಅವರ ಅಂತ್ಯಕ್ರಿಯೆ ಕೋಟಾದಲ್ಲಿ ನೆರವೇರಿತು. ಈ ದುರ್ಘಟನೆಯು ಇಡೀ ಕೋಟಾ ನಗರವನ್ನೇ ದುಃಖದಲ್ಲಿ ಮುಳುಗಿಸಿದೆ. — [1241, 2071, 1516, 2270]
mary-body-2 — [986, 1104, 1198, 1422]
trump-body-2 — [986, 1497, 1198, 1848]
veer-body-3 — [757, 2277, 1516, 2405]
crown-body-mid — [230, 1978, 427, 2254]
crown-body-continued-3: ಹೈದರಾಬಾದ್: ಲೈಂಗಿಕ ಆಟಿಕೆ ಬಳಸುತ್ತಿದ್ದ, ಇ-ಸಿಗರೇಟ್ ಸೇದುತ್ತಿದ್ದ, ಒಳ ಉಡುಪುಗಳಲ್ಲಿ ಪ್ರದರ್ಶನ ನೀಡುವ ಹಳೆಯ ವಿಡಿಯೋಗಳು ಸಾಮಾಜಿಕ ಮಾಧ್ಯಮಗಳಲ್ಲಿ ವೈರಲ್ ಆದ ಬಳಿಕ ಥಾಯ್ ಸೌಂದರ್ಯ ಸ್ಪರ್ಧೆ ವಿಜೇತರೊಬ್ಬರು ತಮ್ಮ ಕಿರೀಟ ಕಳೆದುಕೊಂಡಿದ್ದಾರೆ. ಮಿಸ್ ಗ್ರ್ಯಾಂಡ್ ಪ್ರಾಚುವಾಪ್ ಕಿರಿ ಖಾನ್ 2026ರ ಕಿರೀಟವನ್ನು ಪಡೆದ ಸುಫನ್ನಿ ನೊಯಿನೊಂಥಾಂಗ್ ಅವರು ಸ್ಪರ್ಧೆ ಗೆದ್ದ ಒಂದು ದಿನದ ನಂತರ ಕಿರೀಟವನ್ನು ಹಿಂದಿರುಗಿಸಿದ್ದಾರೆ. ಸುಫನ್ನಿ ಅವರು ಲೈಂಗಿಕ ಆಟಿಕೆ ಬಳಸುವುದು, ಇ-ಸಿಗರೇಟ್ ಸೇದುವುದು ಮತ್ತು ಒಳ ಉಡುಪುಗಳಲ್ಲಿ ಪ್ರದರ್ಶನ ನೀಡುವುದನ್ನು ತೋರಿಸುವ ಹಳೆಯ ವಿಡಿಯೋಗಳು ಸಾಮಾಜಿಕ ಮಾಧ್ಯಮದಲ್ಲಿ ವೈರಲ್ ಆಗಿದ್ದವು. ಇದರ ಬಳಿಕ ಅವರು ಸ್ಪರ್ಧೆಯಿಂದ ಹಿಂದೆ ಸರಿಯುವ ನಿರ್ಧಾರ ಕೈಗೊಂಡರು. ಈ ಬಗ್ಗೆ ಸಾಮಾಜಿಕ ಮಾಧ್ಯಮದಲ್ಲಿ ಸ್ಪಷ್ಟನೆ ನೀಡಿರುವ ಸುಫನ್ನಿ, ವೀಡಿಯೊಗಳು ಹಳೆಯದಾಗಿದ್ದು ಅವು ನನ್ನ ವೈಯಕ್ತಿಕ ಜೀವನದ ಭಾಗವಾಗಿದ್ದವು ಎಂದು ಹೇಳಿದ್ದಾರೆ. ಇದನ್ನೆ ಪ್ರತಿಕ್ರಿಯಿಸಿರುವ ಸ್ಪರ್ಧೆಯ ಸಮಿತಿಯು, 2026ರ ಮಿಸ್ ಗ್ರ್ಯಾಂಡ್ ಪ್ರಾಚುವಾಪ್ ಕಿರಿ ಖಾನ್ ಸ್ಪರ್ಧೆಯ ಮೌಲ್ಯಗಳಿಗೆ ವಿರುದ್ಧವಾದ ವರ್ತನೆಯಿಂದಾಗಿ ಈ ನಿರ್ಧಾರ ಕೈಗೊಳ್ಳಲಾಗಿದೆ ಎಂದು ತಿಳಿಸಿದೆ. ಮುಂದಿನ ಸ್ಥಾನದಲ್ಲಿದ್ದ ಸ್ಪರ್ಧಿಗೆ ಕಿರೀಟವನ್ನು ನೀಡಲಾಗುವುದು ಎಂದು ಹೇಳಿದೆ. — [13, 2262, 427, 2374]
lower-rule — [10, 1858, 1516, 1860]
rss-rule — [10, 958, 372, 960]
crown-headline: ಗೆದ್ದ ಕಪ್ ಕಳೆದುಕೊಂಡ ಥಾಯ್ ಪೆಜೆಂಟ್ ವಿನ್ನರ್ — [13, 1864, 507, 1900]
page-number: 7 — [1450, 0, 1523, 87]
kupwara-body: ಶ್ರೀನಗರ: ಜಮ್ಮು ಮತ್ತು ಕಾಶ್ಮೀರದ ಕುಪ್ವಾರಾ ಜಿಲ್ಲೆಯಲ್ಲಿ ಭದ್ರತಾ ಪಡೆಯ ಸಿಬ್ಬಂದಿ ಇಬ್ಬರು ಉಗ್ರರನ್ನು ಹೊಡೆದುರುಳಿಸಿದ್ದಾರೆ. ಕುಪ್ವಾರಾ ಜಿಲ್ಲೆಯ ನಿಯಂತ್ರಣ ರೇಖೆ ಬಳಿ ಭಾರತದ ಒಳ ನುಸುಳಲು ಯತ್ನಿಸುತ್ತಿದ್ದ ಉಗ್ರರ ಗುಂಪನ್ನು ತಡೆದ ಭದ್ರತಾ ಪಡೆ ಕಾರ್ಯಾಚರಣೆ ನಡೆಸಿದೆ. ಗುಪ್ತಚರ ಮಾಹಿತಿ ಆಧರಿಸಿ ಸೇನೆ ಮತ್ತು ಪೊಲೀಸರು ಜಂಟಿಯಾಗಿ ಕಾರ್ಯಾಚರಣೆ ಕೈಗೊಂಡಿದ್ದರು. ಉಗ್ರರ ಬಳಿ ಇದ್ದ ಶಸ್ತ್ರಾಸ್ತ್ರ ಮತ್ತು ಮದ್ದುಗುಂಡುಗಳನ್ನು ವಶಪಡಿಸಿಕೊಳ್ಳಲಾಗಿದೆ. ಸ್ಥಳದಲ್ಲಿ ಹೆಚ್ಚಿನ ಶೋಧ ಕಾರ್ಯಾಚರಣೆ ಮುಂದುವರೆದಿದೆ. ಚಿನಾರ್ ಕಾರ್ಪ್ಸ್ ತನ್ನ ಅಧಿಕೃತ ಎಕ್ಸ್ ಖಾತೆಯಲ್ಲಿ ಈ ಕುರಿತು ಮಾಹಿತಿ ಹಂಚಿಕೊಂಡಿದೆ. ಭಾರತೀಯ ಸೇನೆ ಮತ್ತು ಜಮ್ಮು ಕಾಶ್ಮೀರ ಪೊಲೀಸರು ಜಂಟಿ ಕಾರ್ಯಾಚರಣೆಯಲ್ಲಿ ಈ ಯಶಸ್ಸು ಸಾಧಿಸಿದ್ದಾರೆ. ಕಳೆದ ಕೆಲವು ವಾರಗಳಿಂದ ಗಡಿಯಲ್ಲಿ ನುಸುಳುವಿಕೆ ಯತ್ನಗಳು ಹೆಚ್ಚುತ್ತಿದ್ದು, ಸೇನೆಯು ಕಟ್ಟೆಚ್ಚರ ವಹಿಸಿದೆ ಎಂದು ಮೂಲಗಳು ತಿಳಿಸಿವೆ. ಸುತ್ತಮುತ್ತಲಿನ ಪ್ರದೇಶದಲ್ಲಿ ಹೆಚ್ಚುವರಿ ಪಡೆಗಳನ್ನು ನಿಯೋಜಿಸಲಾಗಿದೆ. — [13, 1542, 191, 1770]
rss-headline: ನಿಸ್ವಾರ್ಥ ಸೇವಾ ಮನೋಭಾವ, ಶಿಸ್ತು ಆರ್‌ಎಸ್‌ಎಸ್‌ನ ಶಕ್ತಿ — [70, 369, 312, 501]
toll-headline: ಮೃತರ ಸಂಖ್ಯೆ 41ಕ್ಕೆ ಏರಿಕೆ — [1214, 756, 1404, 781]
argentina-victims-photo — [1214, 589, 1515, 744]
veer-sharma-photo — [1037, 2070, 1235, 2270]
robbery-rule — [10, 361, 1199, 362]
robbery-body-left: ಬೆಂಗಳೂರು: ಆರ್‌ಟಿಜಿಎಸ್ ಮೂಲಕ ಅಡಿಕೆ ವ್ಯಾಪಾರಿ ಹಾಗೂ ಉದ್ಯಮಿ ಮೋಹನ್‌ರಾಜ್ ಎಂಬುವರಿಂದ 1.1 ಕೋಟಿ ರೂ. ನಗದು ಹಣವನ್ನು ದೋಚಿದ ದರೋಡೆಕೋರರನ್ನು ಬೆಂಗಳೂರಿನ ಹುಳಿಮಾವು ಪೊಲೀಸರು ದರೋಡೆ ನಡೆದ ಕೇವಲ ಅರ್ಧ ಗಂಟೆಯಲ್ಲಿ ಬಂಧಿಸುವಲ್ಲಿ ಯಶಸ್ವಿಯಾಗಿದ್ದಾರೆ. ಉದ್ಯಮಿ ಮೋಹನ್ ಅಡಿಕೆ ವ್ಯಾಪಾರಿಯಾಗಿದ್ದು, ತಮ್ಮ ಸಂಬಂಧಿ ಹೇಮಂತ್ ಎಂಬವರ ಬೆಂಗಳೂರಿನ ನಿವಾಸ ಮೋಟಾರ್‌ನ ಬಳಿ ಹಣ ತರಲು ಹೇಳಿದ್ದರು. ಹೇಮಂತ್ ಮಾಹಿತಿಯಂತೆ ಹುಳಿಮಾವು ಠಾಣಾ ವ್ಯಾಪ್ತಿಯ ನಗರಕ್ಕೆ ಬಂದ ಹೇಮಂತ್, ಮೋಟಾರ್‌ನ ಕಡೆ ತೆರಳುತ್ತಿದ್ದಾಗ ದುಷ್ಕರ್ಮಿಗಳು ಅವರನ್ನು ಅಡ್ಡಗಟ್ಟಿ ಹಣ ದೋಚಿದ್ದಾರೆ. ಪ್ರಕರಣ ದಾಖಲಿಸಿಕೊಂಡ ಪೊಲೀಸರು ತಕ್ಷಣ ಕಾರ್ಯಾಚರಣೆ ನಡೆಸಿ, ಕಾರಿನಲ್ಲಿ ಪರಾರಿಯಾಗುತ್ತಿದ್ದ ಆರೋಪಿಗಳನ್ನು ಬೆನ್ನಟ್ಟಿ ಬಂಧಿಸಿದ್ದಾರೆ. ಬಂಧಿತರಿಂದ ನಗದು ಹಣ ಮತ್ತು ಕೃತ್ಯಕ್ಕೆ ಬಳಸಿದ್ದ ಕಾರು ವಶಪಡಿಸಿಕೊಳ್ಳಲಾಗಿದೆ. ದರೋಡೆ ಗ್ಯಾಂಗ್ ಹಣ ದೋಚುತ್ತಿದ್ದಂತೆಯೇ, ಹೇಮಂತ್ ಪೊಲೀಸರಿಗೆ ಮಾಹಿತಿ ನೀಡಿದ್ದಾರೆ. ಈ ಸಂದರ್ಭ, ಸ್ಥಳ ದೂರದಲ್ಲಿ ಇದ್ದ ಹುಳಿಮಾವು ಪೊಲೀಸರು ಚೆಕ್ಕಿಂಗ್ ನಡೆಸಿದ್ದಾರೆ. ಅದಾಗಿ ಕೆಲವು ನಿಮಿಷಗಳಲ್ಲಿ ಕಾರಿನಲ್ಲಿ ಬಂದ ಆರೋಪಿಗಳು ಪೊಲೀಸರ ಕೈಗೆ ಸಿಕ್ಕಿಬಿದ್ದಿದ್ದಾರೆ. ದರೋಡೆಯಲ್ಲಿ ಕೇವಲ ಐದು ಗಂಟೆ ಅವಧಿಯಲ್ಲಿ ನರಸಿಂಹ, ಪವನ್, ಕಿಶೋರ್, ವೆಂಕಟೇಶ್, ಚಂದ್ರ ಎಂಬ ಆರೋಪಿಗಳನ್ನು ಬಂಧಿಸಲಾಗಿದೆ. ಪೊಲೀಸರು 1.1 ಕೋಟಿ ರೂ. ಹಣವನ್ನು ವಶಪಡಿಸಿಕೊಂಡಿದ್ದಾರೆ. ಸದ್ಯ ಈ ಘಟನೆಯ ಬಗ್ಗೆ ಹುಳಿಮಾವು ಪೊಲೀಸ್ ಠಾಣೆಯಲ್ಲಿ ಪ್ರಕರಣ ದಾಖಲಾಗಿದ್ದು, ಗ್ಯಾಂಗ್ ಬಗ್ಗೆ ಹೆಚ್ಚಿನ ತನಿಖೆ ಕೈಗೊಂಡಿರುವ ಪೊಲೀಸರು ಆರೋಪಿಗಳ ಪೂರ್ವಾಪರ, ಅಪರಾಧ ಹಿನ್ನೆಲೆ ಸೇರಿದಂತೆ ಹಲವು ವಿಚಾರಗಳ ಬಗ್ಗೆ ಮಾಹಿತಿ ಕಲೆಹಾಕುತ್ತಿದ್ದಾರೆ. ಉಳಿದ ಹಣ ಎಲ್ಲಿ ಹೋಯಿತು ಎಂಬುದರ ಬಗ್ಗೆ ಹೆಚ್ಚಿನ ತನಿಖೆ ಮುಂದುವರೆದಿದೆ. — [13, 146, 498, 301]
vijay-body: ಚೆನ್ನೈ: ನಟ, ರಾಜಕಾರಣಿ ಮತ್ತು ಟಿವಿಕೆ ಮುಖ್ಯಸ್ಥ ವಿಜಯ್ ಅವರ ಕರೂರ್ ರ‍್ಯಾಲಿ ವೇಳೆ ನಡೆದ ಕಾಲ್ತುಳಿತದಲ್ಲಿ ಮೃತಪಟ್ಟ 39 ಕುಟುಂಬಗಳಿಗೆ ತಲಾ 20 ಲಕ್ಷ ರೂಪಾಯಿ ಆರ್ಥಿಕ ನೆರವು ಘೋಷಿಸಿದ್ದಾರೆ. ಅಲ್ಲದೆ ಕಾಲ್ತುಳಿತದಲ್ಲಿ ಗಾಯಗೊಂಡ ನೂರಕ್ಕೂ ಹೆಚ್ಚು ಜನರಿಗೆ ತಲಾ 2 ಲಕ್ಷ ರೂಪಾಯಿ ಪರಿಹಾರ ಘೋಷಿಸಿದ್ದಾರೆ. ಈ ಕುರಿತು ತಮ್ಮ 'ಎಕ್ಸ್' ಖಾತೆಯಲ್ಲಿ ಪೋಸ್ಟ್ ಮಾಡಿರುವ ವಿಜಯ್, ಕರೂರ್‌ನಲ್ಲಿ ನಡೆದ ದುರಂತದಿಂದ ತಾನು ತೀವ್ರವಾಗಿ ಆಘಾತಕ್ಕೊಳಗಾಗಿದ್ದೇನೆ ಎಂದು ಹೇಳಿದ್ದಾರೆ. ನನ್ನ ಹೃದಯ ಮತ್ತು ಮನಸ್ಸು ಭಾರವಾಗಿದೆ. ಪ್ರೀತಿಪಾತ್ರರನ್ನು ಕಳೆದುಕೊಂಡ ಕುಟುಂಬಗಳ ನೋವನ್ನು ವ್ಯಕ್ತಪಡಿಸಲು ಪದಗಳು ಸಿಗುತ್ತಿಲ್ಲ. ನಿಮ್ಮ ದುಃಖದಲ್ಲಿ ನಾನೂ ಪಾಲುದಾರನಾಗಿದ್ದೇನೆ. ಈ ನಷ್ಟವನ್ನು ಯಾವುದೇ ಮೊತ್ತದಿಂದ ತುಂಬಲು ಸಾಧ್ಯವಿಲ್ಲ, ಆದರೂ ನಿಮ್ಮ ಕುಟುಂಬದ ಸದಸ್ಯನಾಗಿ ಈ ನೆರವನ್ನು ನೀಡುತ್ತಿದ್ದೇನೆ ಎಂದು ಹೇಳಿದ್ದಾರೆ. ಗಾಯಗೊಂಡವರು ಶೀಘ್ರ ಗುಣಮುಖರಾಗಲಿ ಎಂದು ಪ್ರಾರ್ಥಿಸುತ್ತೇನೆ. ನಮ್ಮ ಪಕ್ಷವು ಸಂತ್ರಸ್ತ ಕುಟುಂಬಗಳಿಗೆ ಎಲ್ಲ ರೀತಿಯ ಸಹಾಯವನ್ನು ಒದಗಿಸಲಿದೆ ಎಂದು ತಿಳಿಸಿದ್ದಾರೆ. ಈ ಸಂದರ್ಭದಲ್ಲಿ ಈ ಮೊತ್ತವು ದೊಡ್ಡದಲ್ಲ, ನಿಮ್ಮೊಂದಿಗೆ ನಿಲ್ಲುವುದು ನನ್ನ ಕರ್ತವ್ಯ ಎಂದು ವಿಜಯ್ ಪೋಸ್ಟ್‌ನಲ್ಲಿ ಬರೆದಿದ್ದಾರೆ. — [384, 476, 643, 659]
veer-body-continued-2: ಜೈಪುರ/ರಾಜಸ್ಥಾನ: ಕೋಟಾದಲ್ಲಿ ಭಾನುವಾರ (ಸೆಪ್ಟೆಂಬರ್ 28) ಮುಂಜಾನೆ ಸುಮಾರು 2 ಗಂಟೆಗೆ ಬಹುಮಹಡಿ ಕಟ್ಟಡವೊಂದರಲ್ಲಿ ಬೆಂಕಿ ಕಾಣಿಸಿಕೊಂಡಿದ್ದು, ಬಾಲಿವುಡ್, ಕಿರುತೆರೆಯ ಬಾಲ ನಟನೊಬ್ಬ ಸೇರಿ ಇಬ್ಬರು ಸಾವನ್ನಪ್ಪಿದ್ದಾರೆ. 10 ವರ್ಷದ ಬಾಲ ನಟ ವೀರ್ ಶರ್ಮಾ ಮತ್ತು ಆತನ 15 ವರ್ಷದ ಸಹೋದರ ಶೌರ್ಯ ಶರ್ಮಾ ಮೃತಪಟ್ಟವರು. ಘಟನೆ ನಡೆದ ಸಂದರ್ಭದಲ್ಲಿ ತಂದೆ, ತಾಯಿ ಮನೆಯಲ್ಲಿ ಇರಲಿಲ್ಲ. ಮಕ್ಕಳು ಮಾತ್ರ ಮನೆಯಲ್ಲಿದ್ದರು ಎಂದು ತಿಳಿದುಬಂದಿದೆ. ಶಾರ್ಟ್ ಸರ್ಕ್ಯೂಟ್‌ನಿಂದ ಬೆಂಕಿ ಕಾಣಿಸಿಕೊಂಡಿದೆ ಎಂದು ಶಂಕಿಸಲಾಗಿದೆ. ದಟ್ಟ ಹೊಗೆಯಿಂದ ಉಸಿರುಗಟ್ಟಿ ಇಬ್ಬರೂ ಸಾವನ್ನಪ್ಪಿದ್ದಾರೆ. ನೆರೆಹೊರೆಯವರು ಬೆಂಕಿ ನಂದಿಸಲು ಪ್ರಯತ್ನಿಸಿದರೂ ಸಾಧ್ಯವಾಗಲಿಲ್ಲ. ವೀರ್ ಶರ್ಮಾ ಅವರು 'ವೀರ್ ಹನುಮಾನ್' ಸೇರಿದಂತೆ ಹಲವು ಧಾರಾವಾಹಿಗಳಲ್ಲಿ ನಟಿಸಿದ್ದರು. ವೀರ್ ಶರ್ಮಾ ಅವರು 'ಶ್ರೀಮದ್ ರಾಮಾಯಣ' ಧಾರಾವಾಹಿಯಲ್ಲಿ ಬಾಲ ನಟನಾಗಿ ಕಾಣಿಸಿಕೊಂಡಿದ್ದರು. ಇವರ ಸಾವಿಗೆ ಚಿತ್ರರಂಗದ ಹಲವರು ಸಂತಾಪ ಸೂಚಿಸಿದ್ದಾರೆ. ಕೋಟಾದ ಅಧಿಕಾರಿಗಳು ಘಟನೆಯ ಬಗ್ಗೆ ಹೆಚ್ಚಿನ ತನಿಖೆ ನಡೆಸುತ್ತಿದ್ದಾರೆ. ಮಕ್ಕಳ ಮೃತದೇಹಗಳ ಕಣ್ಣುಗಳನ್ನು ದಾನ ಮಾಡಲು ಕುಟುಂಬ ನಿರ್ಧರಿಸಿದೆ. ವೀರ್ ಶರ್ಮಾ ಶ್ರೀಮದ್ ರಾಮಾಯಣ (2024), ವೀರ್ ಹನುಮಾನ್ (2025) ಮೊದಲಾದ ಧಾರಾವಾಹಿಗಳಲ್ಲಿ ನಟಿಸಿದ್ದರು. ಅವರ ಅಂತ್ಯಕ್ರಿಯೆ ಕೋಟಾದಲ್ಲಿ ನೆರವೇರಿತು. ಈ ದುರ್ಘಟನೆಯು ಇಡೀ ಕೋಟಾ ನಗರವನ್ನೇ ದುಃಖದಲ್ಲಿ ಮುಳುಗಿಸಿದೆ. — [757, 2279, 1516, 2362]
cbi-title: ಸಿಬಿಐ ತನಿಖೆಗೆ ನಟ ವಿಜಯ್ ಪಕ್ಷ ಆಗ್ರಹ — [652, 474, 1196, 524]
trump-body: ನ್ಯೂಯಾರ್ಕ್: ಅಮೆರಿಕ ಅಧ್ಯಕ್ಷ ಡೊನಾಲ್ಡ್ ಟ್ರಂಪ್ ಅವರೊಂದಿಗೆ ದ್ವಿಪಕ್ಷೀಯ ಮಾತುಕತೆ ನಡೆಸಿದ ಗಂಟೆಗಳ ನಂತರ, ಪಾಕಿಸ್ತಾನ ಪ್ರಧಾನಿ ಶೆಹಬಾಜ್ ಷರೀಫ್ ವಿಶ್ವಸಂಸ್ಥೆಯಲ್ಲಿ ಡೊನಾಲ್ಡ್ ಟ್ರಂಪ್ ಅವರನ್ನು ಹಾಡಿ ಹೊಗಳಿದ್ದಾರೆ. ಟ್ರಂಪ್ ಅವರನ್ನು 'ಶಾಂತಿ ಪ್ರಿಯ ನಾಯಕ' ಎಂದು ಕರೆದಿದ್ದಾರೆ. ಭಾರತದೊಂದಿಗಿನ ಸಂಘರ್ಷದ ಸಂದರ್ಭದಲ್ಲಿ ಕದನ ವಿರಾಮಕ್ಕೆ ಟ್ರಂಪ್ ಅವರೇ ಕಾರಣ ಎಂದು ಹೇಳಿದ ಅವರು, ದಕ್ಷಿಣ ಏಷ್ಯಾದಲ್ಲಿ ದೊಡ್ಡ ಯುದ್ಧವನ್ನು ತಪ್ಪಿಸಿದ್ದಕ್ಕಾಗಿ ಟ್ರಂಪ್ ಅವರಿಗೆ ಧನ್ಯವಾದ ಅರ್ಪಿಸಿದರು. ನೊಬೆಲ್ ಶಾಂತಿ ಪ್ರಶಸ್ತಿಗೆ ಟ್ರಂಪ್ ಅವರನ್ನು ನಾಮನಿರ್ದೇಶನ ಮಾಡಿರುವುದಾಗಿ ಪುನರುಚ್ಚರಿಸಿದರು. ನ್ಯೂಯಾರ್ಕ್‌ನಲ್ಲಿ ನಡೆಯುತ್ತಿರುವ 80ನೇ ವಿಶ್ವಸಂಸ್ಥೆಯ ಸಾಮಾನ್ಯ ಸಭೆಯನ್ನು ಉದ್ದೇಶಿಸಿ ಮಾತನಾಡಿದ ಅವರು ಭಾರತದ ವಿರುದ್ಧ ವಾಗ್ದಾಳಿ ನಡೆಸಿದರು. ಕಾಶ್ಮೀರ ವಿಷಯವನ್ನು ಪ್ರಸ್ತಾಪಿಸಿದ ಷರೀಫ್, ಸಿಂಧೂ ಜಲ ಒಪ್ಪಂದದ ಬಗ್ಗೆಯೂ ಮಾತನಾಡಿದರು. ಮಿಲಿಟರಿ ಸಂಘರ್ಷದ ಸಂದರ್ಭದಲ್ಲಿ ಪಾಕಿಸ್ತಾನವು ಗೆದ್ದಿದೆ ಎಂದು ಹೇಳಿಕೊಂಡರು. ಪಾಕಿಸ್ತಾನದ ಈ ಹೇಳಿಕೆಗೆ ಭಾರತವು ವಿಶ್ವಸಂಸ್ಥೆಯಲ್ಲಿ ತಕ್ಕ ತಿರುಗೇಟು ನೀಡಿದ್ದು, ಭಯೋತ್ಪಾದನೆಯನ್ನು ಪೋಷಿಸುವ ದೇಶವು ಶಾಂತಿಯ ಬಗ್ಗೆ ಮಾತನಾಡುವುದು ಹಾಸ್ಯಾಸ್ಪದ ಎಂದು ಹೇಳಿದೆ. ಭಾರತದ ಪ್ರತಿನಿಧಿ ಪಾಕಿಸ್ತಾನದ ಸುಳ್ಳು ಆರೋಪಗಳನ್ನು ತಳ್ಳಿಹಾಕಿದ್ದಾರೆ. — [541, 1499, 744, 1754]
crown-body-continued-2: ಹೈದರಾಬಾದ್: ಲೈಂಗಿಕ ಆಟಿಕೆ ಬಳಸುತ್ತಿದ್ದ, ಇ-ಸಿಗರೇಟ್ ಸೇದುತ್ತಿದ್ದ, ಒಳ ಉಡುಪುಗಳಲ್ಲಿ ಪ್ರದರ್ಶನ ನೀಡುವ ಹಳೆಯ ವಿಡಿಯೋಗಳು ಸಾಮಾಜಿಕ ಮಾಧ್ಯಮಗಳಲ್ಲಿ ವೈರಲ್ ಆದ ಬಳಿಕ ಥಾಯ್ ಸೌಂದರ್ಯ ಸ್ಪರ್ಧೆ ವಿಜೇತರೊಬ್ಬರು ತಮ್ಮ ಕಿರೀಟ ಕಳೆದುಕೊಂಡಿದ್ದಾರೆ. ಮಿಸ್ ಗ್ರ್ಯಾಂಡ್ ಪ್ರಾಚುವಾಪ್ ಕಿರಿ ಖಾನ್ 2026ರ ಕಿರೀಟವನ್ನು ಪಡೆದ ಸುಫನ್ನಿ ನೊಯಿನೊಂಥಾಂಗ್ ಅವರು ಸ್ಪರ್ಧೆ ಗೆದ್ದ ಒಂದು ದಿನದ ನಂತರ ಕಿರೀಟವನ್ನು ಹಿಂದಿರುಗಿಸಿದ್ದಾರೆ. ಸುಫನ್ನಿ ಅವರು ಲೈಂಗಿಕ ಆಟಿಕೆ ಬಳಸುವುದು, ಇ-ಸಿಗರೇಟ್ ಸೇದುವುದು ಮತ್ತು ಒಳ — [649, 1979, 741, 2249]
kupwara-headline: ಕುಪ್ವಾರಾದಲ್ಲಿ ಇಬ್ಬರು ಉಗ್ರರನ್ನು ಹೊಡೆದುರುಳಿಸಿದ ಭದ್ರತಾ ಪಡೆ — [87, 1439, 453, 1522]
toll-body-2: ಚೆನ್ನೈನ ನೀಲಾಂಗರೈನಲ್ಲಿರುವ ನಟ ವಿಜಯ್ ಅವರ ನಿವಾಸಕ್ಕೆ ಬಾಂಬ್ ಬೆದರಿಕೆ ಕರೆ ಬಂದಿದೆ. ಪೊಲೀಸರು ಮತ್ತು ಬಾಂಬ್ ನಿಷ್ಕ್ರಿಯ ದಳ ಸ್ಥಳಕ್ಕೆ ಧಾವಿಸಿ ತೀವ್ರ ಶೋಧ ನಡೆಸಿದ್ದು, ಇದು ಹುಸಿ ಬೆದರಿಕೆ ಎಂದು ತಿಳಿದುಬಂದಿದೆ. ಕರೆ ಮಾಡಿದ ವ್ಯಕ್ತಿಯ ಪತ್ತೆಗೆ ಪೊಲೀಸರು ತನಿಖೆ ಕೈಗೊಂಡಿದ್ದಾರೆ. ವಿಜಯ್ ನಿವಾಸದ ಸುತ್ತ ಭದ್ರತೆ ಹೆಚ್ಚಿಸಲಾಗಿದೆ. — [1214, 1131, 1515, 1185]
veer-body-2 — [1241, 2070, 1516, 2270]
